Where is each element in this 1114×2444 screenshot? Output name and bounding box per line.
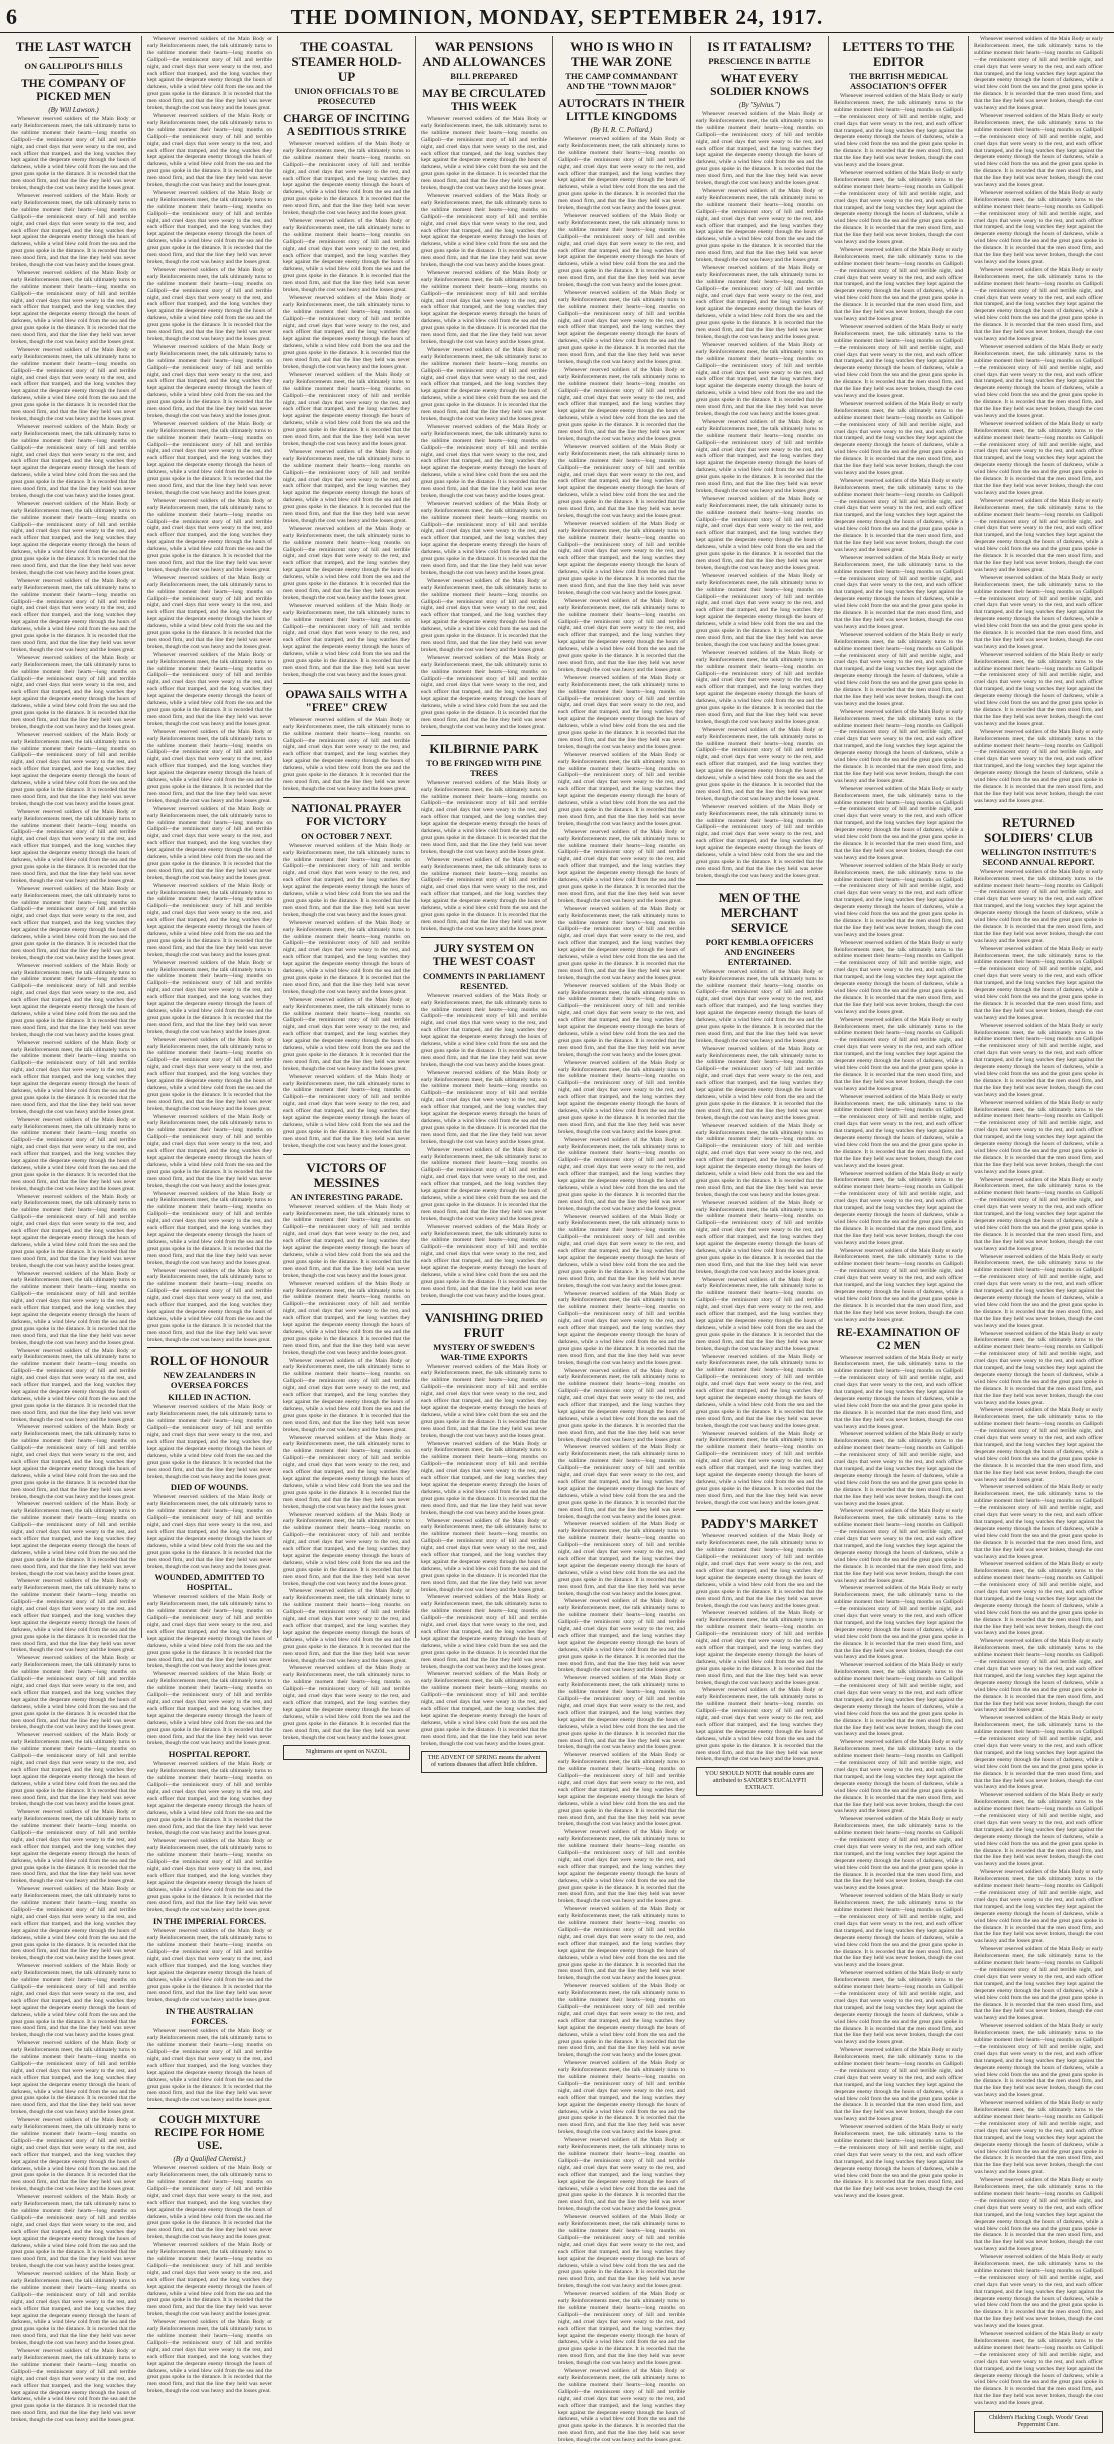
paragraph: Whenever reserved soldiers of the Main Body or early Reinforcements meet, the talk ultimately turns to the sublime moment their hearts—long months on Gallipoli—the reminiscent story of hill and terrible night, and cruel days that were weary to the rest, and each officer that tramped, and the long watches they kept against the desperate enemy through the hours of darkness, while a wind blew cold from the sea and the great guns spoke in the distance. It is recorded that the men stood firm, and that the line they held was never broken, though the cost was heavy and the losses great.	[558, 2137, 685, 2213]
paragraph: Whenever reserved soldiers of the Main Body or early Reinforcements meet, the talk ultimately turns to the sublime moment their hearts—long months on Gallipoli—the reminiscent story of hill and terrible night, and cruel days that were weary to the rest, and each officer that tramped, and the long watches they kept against the desperate enemy through the hours of darkness, while a wind blew cold from the sea and the great guns spoke in the distance. It is recorded that the men stood firm, and that the line they held was never broken, though the cost was heavy and the losses great.	[558, 982, 685, 1058]
paragraph: Whenever reserved soldiers of the Main Body or early Reinforcements meet, the talk ultimately turns to the sublime moment their hearts—long months on Gallipoli—the reminiscent story of hill and terrible night, and cruel days that were weary to the rest, and each officer that tramped, and the long watches they kept against the desperate enemy through the hours of darkness, while a wind blew cold from the sea and the great guns spoke in the distance. It is recorded that the men stood firm, and that the line they held was never broken, though the cost was heavy and the losses great.	[834, 1247, 963, 1323]
advertisement-chemist: Children's Hacking Cough. Woods' Great Peppermint Cure.	[974, 2411, 1103, 2433]
article-cough-mixture	[147, 2108, 272, 2395]
article-subtitle-2: MAY BE CIRCULATED THIS WEEK	[422, 88, 546, 113]
paragraph: Whenever reserved soldiers of the Main Body or early Reinforcements meet, the talk ultimately turns to the sublime moment their hearts—long months on Gallipoli—the reminiscent story of hill and terrible night, and cruel days that were weary to the rest, and each officer that tramped, and the long watches they kept against the desperate enemy through the hours of darkness, while a wind blew cold from the sea and the great guns spoke in the distance. It is recorded that the men stood firm, and that the line they held was never broken, though the cost was heavy and the losses great.	[421, 116, 547, 192]
paragraph: Whenever reserved soldiers of the Main Body or early Reinforcements meet, the talk ultimately turns to the sublime moment their hearts—long months on Gallipoli—the reminiscent story of hill and terrible night, and cruel days that were weary to the rest, and each officer that tramped, and the long watches they kept against the desperate enemy through the hours of darkness, while a wind blew cold from the sea and the great guns spoke in the distance. It is recorded that the men stood firm, and that the line they held was never broken, though the cost was heavy and the losses great.	[974, 651, 1103, 727]
paragraph: Whenever reserved soldiers of the Main Body or early Reinforcements meet, the talk ultimately turns to the sublime moment their hearts—long months on Gallipoli—the reminiscent story of hill and terrible night, and cruel days that were weary to the rest, and each officer that tramped, and the long watches they kept against the desperate enemy through the hours of darkness, while a wind blew cold from the sea and the great guns spoke in the distance. It is recorded that the men stood firm, and that the line they held was never broken, though the cost was heavy and the losses great.	[696, 187, 823, 264]
article-subtitle: PORT KEMBLA OFFICERS AND ENGINEERS ENTERTAINED.	[705, 936, 814, 967]
paragraph: Whenever reserved soldiers of the Main Body or early Reinforcements meet, the talk ultimately turns to the sublime moment their hearts—long months on Gallipoli—the reminiscent story of hill and terrible night, and cruel days that were weary to the rest, and each officer that tramped, and the long watches they kept against the desperate enemy through the hours of darkness, while a wind blew cold from the sea and the great guns spoke in the distance. It is recorded that the men stood firm, and that the line they held was never broken, though the cost was heavy and the losses great.	[558, 443, 685, 519]
paragraph: Whenever reserved soldiers of the Main Body or early Reinforcements meet, the talk ultimately turns to the sublime moment their hearts—long months on Gallipoli—the reminiscent story of hill and terrible night, and cruel days that were weary to the rest, and each officer that tramped, and the long watches they kept against the desperate enemy through the hours of darkness, while a wind blew cold from the sea and the great guns spoke in the distance. It is recorded that the men stood firm, and that the line they held was never broken, though the cost was heavy and the losses great.	[11, 1116, 136, 1192]
paragraph: Whenever reserved soldiers of the Main Body or early Reinforcements meet, the talk ultimately turns to the sublime moment their hearts—long months on Gallipoli—the reminiscent story of hill and terrible night, and cruel days that were weary to the rest, and each officer that tramped, and the long watches they kept against the desperate enemy through the hours of darkness, while a wind blew cold from the sea and the great guns spoke in the distance. It is recorded that the men stood firm, and that the line they held was never broken, though the cost was heavy and the losses great.	[421, 654, 547, 730]
paragraph: Whenever reserved soldiers of the Main Body or early Reinforcements meet, the talk ultimately turns to the sublime moment their hearts—long months on Gallipoli—the reminiscent story of hill and terrible night, and cruel days that were weary to the rest, and each officer that tramped, and the long watches they kept against the desperate enemy through the hours of darkness, while a wind blew cold from the sea and the great guns spoke in the distance. It is recorded that the men stood firm, and that the line they held was never broken, though the cost was heavy and the losses great.	[558, 1136, 685, 1212]
divider	[596, 94, 647, 95]
article-fatalism	[696, 39, 823, 880]
paragraph: Whenever reserved soldiers of the Main Body or early Reinforcements meet, the talk ultimately turns to the sublime moment their hearts—long months on Gallipoli—the reminiscent story of hill and terrible night, and cruel days that were weary to the rest, and each officer that tramped, and the long watches they kept against the desperate enemy through the hours of darkness, while a wind blew cold from the sea and the great guns spoke in the distance. It is recorded that the men stood firm, and that the line they held was never broken, though the cost was heavy and the losses great.	[11, 269, 136, 345]
paragraph: Whenever reserved soldiers of the Main Body or early Reinforcements meet, the talk ultimately turns to the sublime moment their hearts—long months on Gallipoli—the reminiscent story of hill and terrible night, and cruel days that were weary to the rest, and each officer that tramped, and the long watches they kept against the desperate enemy through the hours of darkness, while a wind blew cold from the sea and the great guns spoke in the distance. It is recorded that the men stood firm, and that the line they held was never broken, though the cost was heavy and the losses great.	[834, 2124, 963, 2200]
paragraph: Whenever reserved soldiers of the Main Body or early Reinforcements meet, the talk ultimately turns to the sublime moment their hearts—long months on Gallipoli—the reminiscent story of hill and terrible night, and cruel days that were weary to the rest, and each officer that tramped, and the long watches they kept against the desperate enemy through the hours of darkness, while a wind blew cold from the sea and the great guns spoke in the distance. It is recorded that the men stood firm, and that the line they held was never broken, though the cost was heavy and the losses great.	[421, 1594, 547, 1670]
paragraph: Whenever reserved soldiers of the Main Body or early Reinforcements meet, the talk ultimately turns to the sublime moment their hearts—long months on Gallipoli—the reminiscent story of hill and terrible night, and cruel days that were weary to the rest, and each officer that tramped, and the long watches they kept against the desperate enemy through the hours of darkness, while a wind blew cold from the sea and the great guns spoke in the distance. It is recorded that the men stood firm, and that the line they held was never broken, though the cost was heavy and the losses great.	[147, 343, 272, 419]
paragraph: Whenever reserved soldiers of the Main Body or early Reinforcements meet, the talk ultimately turns to the sublime moment their hearts—long months on Gallipoli—the reminiscent story of hill and terrible night, and cruel days that were weary to the rest, and each officer that tramped, and the long watches they kept against the desperate enemy through the hours of darkness, while a wind blew cold from the sea and the great guns spoke in the distance. It is recorded that the men stood firm, and that the line they held was never broken, though the cost was heavy and the losses great.	[421, 1517, 547, 1593]
paragraph: Whenever reserved soldiers of the Main Body or early Reinforcements meet, the talk ultimately turns to the sublime moment their hearts—long months on Gallipoli—the reminiscent story of hill and terrible night, and cruel days that were weary to the rest, and each officer that tramped, and the long watches they kept against the desperate enemy through the hours of darkness, while a wind blew cold from the sea and the great guns spoke in the distance. It is recorded that the men stood firm, and that the line they held was never broken, though the cost was heavy and the losses great.	[974, 1638, 1103, 1714]
paragraph: Whenever reserved soldiers of the Main Body or early Reinforcements meet, the talk ultimately turns to the sublime moment their hearts—long months on Gallipoli—the reminiscent story of hill and terrible night, and cruel days that were weary to the rest, and each officer that tramped, and the long watches they kept against the desperate enemy through the hours of darkness, while a wind blew cold from the sea and the great guns spoke in the distance. It is recorded that the men stood firm, and that the line they held was never broken, though the cost was heavy and the losses great.	[558, 1521, 685, 1597]
paragraph: Whenever reserved soldiers of the Main Body or early Reinforcements meet, the talk ultimately turns to the sublime moment their hearts—long months on Gallipoli—the reminiscent story of hill and terrible night, and cruel days that were weary to the rest, and each officer that tramped, and the long watches they kept against the desperate enemy through the hours of darkness, while a wind blew cold from the sea and the great guns spoke in the distance. It is recorded that the men stood firm, and that the line they held was never broken, though the cost was heavy and the losses great.	[147, 1594, 272, 1670]
paragraph: Whenever reserved soldiers of the Main Body or early Reinforcements meet, the talk ultimately turns to the sublime moment their hearts—long months on Gallipoli—the reminiscent story of hill and terrible night, and cruel days that were weary to the rest, and each officer that tramped, and the long watches they kept against the desperate enemy through the hours of darkness, while a wind blew cold from the sea and the great guns spoke in the distance. It is recorded that the men stood firm, and that the line they held was never broken, though the cost was heavy and the losses great.	[558, 212, 685, 289]
paragraph: Whenever reserved soldiers of the Main Body or early Reinforcements meet, the talk ultimately turns to the sublime moment their hearts—long months on Gallipoli—the reminiscent story of hill and terrible night, and cruel days that were weary to the rest, and each officer that tramped, and the long watches they kept against the desperate enemy through the hours of darkness, while a wind blew cold from the sea and the great guns spoke in the distance. It is recorded that the men stood firm, and that the line they held was never broken, though the cost was heavy and the losses great.	[421, 269, 547, 345]
paragraph: Whenever reserved soldiers of the Main Body or early Reinforcements meet, the talk ultimately turns to the sublime moment their hearts—long months on Gallipoli—the reminiscent story of hill and terrible night, and cruel days that were weary to the rest, and each officer that tramped, and the long watches they kept against the desperate enemy through the hours of darkness, while a wind blew cold from the sea and the great guns spoke in the distance. It is recorded that the men stood firm, and that the line they held was never broken, though the cost was heavy and the losses great.	[147, 1928, 272, 2004]
paragraph: Whenever reserved soldiers of the Main Body or early Reinforcements meet, the talk ultimately turns to the sublime moment their hearts—long months on Gallipoli—the reminiscent story of hill and terrible night, and cruel days that were weary to the rest, and each officer that tramped, and the long watches they kept against the desperate enemy through the hours of darkness, while a wind blew cold from the sea and the great guns spoke in the distance. It is recorded that the men stood firm, and that the line they held was never broken, though the cost was heavy and the losses great.	[834, 323, 963, 399]
paragraph: Whenever reserved soldiers of the Main Body or early Reinforcements meet, the talk ultimately turns to the sublime moment their hearts—long months on Gallipoli—the reminiscent story of hill and terrible night, and cruel days that were weary to the rest, and each officer that tramped, and the long watches they kept against the desperate enemy through the hours of darkness, while a wind blew cold from the sea and the great guns spoke in the distance. It is recorded that the men stood firm, and that the line they held was never broken, though the cost was heavy and the losses great.	[283, 1203, 410, 1279]
byline: (By a Qualified Chemist.)	[173, 2155, 246, 2164]
article-returned-soldiers-club	[974, 809, 1103, 2407]
paragraph: Whenever reserved soldiers of the Main Body or early Reinforcements meet, the talk ultimately turns to the sublime moment their hearts—long months on Gallipoli—the reminiscent story of hill and terrible night, and cruel days that were weary to the rest, and each officer that tramped, and the long watches they kept against the desperate enemy through the hours of darkness, while a wind blew cold from the sea and the great guns spoke in the distance. It is recorded that the men stood firm, and that the line they held was never broken, though the cost was heavy and the losses great.	[147, 2319, 272, 2395]
article-title: MEN OF THE MERCHANT SERVICE	[718, 889, 801, 935]
paragraph: Whenever reserved soldiers of the Main Body or early Reinforcements meet, the talk ultimately turns to the sublime moment their hearts—long months on Gallipoli—the reminiscent story of hill and terrible night, and cruel days that were weary to the rest, and each officer that tramped, and the long watches they kept against the desperate enemy through the hours of darkness, while a wind blew cold from the sea and the great guns spoke in the distance. It is recorded that the men stood firm, and that the line they held was never broken, though the cost was heavy and the losses great.	[421, 779, 547, 855]
paragraph: Whenever reserved soldiers of the Main Body or early Reinforcements meet, the talk ultimately turns to the sublime moment their hearts—long months on Gallipoli—the reminiscent story of hill and terrible night, and cruel days that were weary to the rest, and each officer that tramped, and the long watches they kept against the desperate enemy through the hours of darkness, while a wind blew cold from the sea and the great guns spoke in the distance. It is recorded that the men stood firm, and that the line they held was never broken, though the cost was heavy and the losses great.	[147, 2165, 272, 2241]
byline: (By Will Lawson.)	[48, 106, 99, 114]
paragraph: Whenever reserved soldiers of the Main Body or early Reinforcements meet, the talk ultimately turns to the sublime moment their hearts—long months on Gallipoli—the reminiscent story of hill and terrible night, and cruel days that were weary to the rest, and each officer that tramped, and the long watches they kept against the desperate enemy through the hours of darkness, while a wind blew cold from the sea and the great guns spoke in the distance. It is recorded that the men stood firm, and that the line they held was never broken, though the cost was heavy and the losses great.	[558, 2291, 685, 2367]
paragraph: Whenever reserved soldiers of the Main Body or early Reinforcements meet, the talk ultimately turns to the sublime moment their hearts—long months on Gallipoli—the reminiscent story of hill and terrible night, and cruel days that were weary to the rest, and each officer that tramped, and the long watches they kept against the desperate enemy through the hours of darkness, while a wind blew cold from the sea and the great guns spoke in the distance. It is recorded that the men stood firm, and that the line they held was never broken, though the cost was heavy and the losses great.	[11, 1963, 136, 2039]
article-subtitle: TO BE FRINGED WITH PINE TREES	[426, 757, 542, 778]
masthead	[0, 0, 1114, 33]
article-national-prayer	[283, 797, 410, 1150]
paragraph: Whenever reserved soldiers of the Main Body or early Reinforcements meet, the talk ultimately turns to the sublime moment their hearts—long months on Gallipoli—the reminiscent story of hill and terrible night, and cruel days that were weary to the rest, and each officer that tramped, and the long watches they kept against the desperate enemy through the hours of darkness, while a wind blew cold from the sea and the great guns spoke in the distance. It is recorded that the men stood firm, and that the line they held was never broken, though the cost was heavy and the losses great.	[147, 2028, 272, 2104]
article-title: RETURNED SOLDIERS' CLUB	[984, 814, 1093, 845]
paragraph: Whenever reserved soldiers of the Main Body or early Reinforcements meet, the talk ultimately turns to the sublime moment their hearts—long months on Gallipoli—the reminiscent story of hill and terrible night, and cruel days that were weary to the rest, and each officer that tramped, and the long watches they kept against the desperate enemy through the hours of darkness, while a wind blew cold from the sea and the great guns spoke in the distance. It is recorded that the men stood firm, and that the line they held was never broken, though the cost was heavy and the losses great.	[421, 1671, 547, 1747]
article-title: PADDY'S MARKET	[700, 1516, 819, 1532]
section-heading: IN THE IMPERIAL FORCES.	[152, 1916, 267, 1927]
paragraph: Whenever reserved soldiers of the Main Body or early Reinforcements meet, the talk ultimately turns to the sublime moment their hearts—long months on Gallipoli—the reminiscent story of hill and terrible night, and cruel days that were weary to the rest, and each officer that tramped, and the long watches they kept against the desperate enemy through the hours of darkness, while a wind blew cold from the sea and the great guns spoke in the distance. It is recorded that the men stood firm, and that the line they held was never broken, though the cost was heavy and the losses great.	[421, 1440, 547, 1516]
paragraph: Whenever reserved soldiers of the Main Body or early Reinforcements meet, the talk ultimately turns to the sublime moment their hearts—long months on Gallipoli—the reminiscent story of hill and terrible night, and cruel days that were weary to the rest, and each officer that tramped, and the long watches they kept against the desperate enemy through the hours of darkness, while a wind blew cold from the sea and the great guns spoke in the distance. It is recorded that the men stood firm, and that the line they held was never broken, though the cost was heavy and the losses great.	[147, 2242, 272, 2318]
article-opawa	[283, 683, 410, 793]
paragraph: Whenever reserved soldiers of the Main Body or early Reinforcements meet, the talk ultimately turns to the sublime moment their hearts—long months on Gallipoli—the reminiscent story of hill and terrible night, and cruel days that were weary to the rest, and each officer that tramped, and the long watches they kept against the desperate enemy through the hours of darkness, while a wind blew cold from the sea and the great guns spoke in the distance. It is recorded that the men stood firm, and that the line they held was never broken, though the cost was heavy and the losses great.	[696, 495, 823, 571]
paragraph: Whenever reserved soldiers of the Main Body or early Reinforcements meet, the talk ultimately turns to the sublime moment their hearts—long months on Gallipoli—the reminiscent story of hill and terrible night, and cruel days that were weary to the rest, and each officer that tramped, and the long watches they kept against the desperate enemy through the hours of darkness, while a wind blew cold from the sea and the great guns spoke in the distance. It is recorded that the men stood firm, and that the line they held was never broken, though the cost was heavy and the losses great.	[147, 1036, 272, 1112]
paragraph: Whenever reserved soldiers of the Main Body or early Reinforcements meet, the talk ultimately turns to the sublime moment their hearts—long months on Gallipoli—the reminiscent story of hill and terrible night, and cruel days that were weary to the rest, and each officer that tramped, and the long watches they kept against the desperate enemy through the hours of darkness, while a wind blew cold from the sea and the great guns spoke in the distance. It is recorded that the men stood firm, and that the line they held was never broken, though the cost was heavy and the losses great.	[834, 554, 963, 630]
article-vanishing-dried-fruit	[421, 1304, 547, 1748]
paragraph: Whenever reserved soldiers of the Main Body or early Reinforcements meet, the talk ultimately turns to the sublime moment their hearts—long months on Gallipoli—the reminiscent story of hill and terrible night, and cruel days that were weary to the rest, and each officer that tramped, and the long watches they kept against the desperate enemy through the hours of darkness, while a wind blew cold from the sea and the great guns spoke in the distance. It is recorded that the men stood firm, and that the line they held was never broken, though the cost was heavy and the losses great.	[11, 1270, 136, 1346]
paragraph: Whenever reserved soldiers of the Main Body or early Reinforcements meet, the talk ultimately turns to the sublime moment their hearts—long months on Gallipoli—the reminiscent story of hill and terrible night, and cruel days that were weary to the rest, and each officer that tramped, and the long watches they kept against the desperate enemy through the hours of darkness, while a wind blew cold from the sea and the great guns spoke in the distance. It is recorded that the men stood firm, and that the line they held was never broken, though the cost was heavy and the losses great.	[696, 1353, 823, 1429]
paragraph: Whenever reserved soldiers of the Main Body or early Reinforcements meet, the talk ultimately turns to the sublime moment their hearts—long months on Gallipoli—the reminiscent story of hill and terrible night, and cruel days that were weary to the rest, and each officer that tramped, and the long watches they kept against the desperate enemy through the hours of darkness, while a wind blew cold from the sea and the great guns spoke in the distance. It is recorded that the men stood firm, and that the line they held was never broken, though the cost was heavy and the losses great.	[147, 1267, 272, 1343]
article-last-watch-continued	[147, 36, 272, 1343]
article-who-is-who	[558, 39, 685, 2444]
article-title: JURY SYSTEM ON THE WEST COAST	[432, 942, 536, 968]
paragraph: Whenever reserved soldiers of the Main Body or early Reinforcements meet, the talk ultimately turns to the sublime moment their hearts—long months on Gallipoli—the reminiscent story of hill and terrible night, and cruel days that were weary to the rest, and each officer that tramped, and the long watches they kept against the desperate enemy through the hours of darkness, while a wind blew cold from the sea and the great guns spoke in the distance. It is recorded that the men stood firm, and that the line they held was never broken, though the cost was heavy and the losses great.	[283, 217, 410, 294]
article-subtitle: WELLINGTON INSTITUTE'S SECOND ANNUAL REPORT.	[980, 846, 1097, 867]
paragraph: Whenever reserved soldiers of the Main Body or early Reinforcements meet, the talk ultimately turns to the sublime moment their hearts—long months on Gallipoli—the reminiscent story of hill and terrible night, and cruel days that were weary to the rest, and each officer that tramped, and the long watches they kept against the desperate enemy through the hours of darkness, while a wind blew cold from the sea and the great guns spoke in the distance. It is recorded that the men stood firm, and that the line they held was never broken, though the cost was heavy and the losses great.	[834, 708, 963, 784]
paragraph: Whenever reserved soldiers of the Main Body or early Reinforcements meet, the talk ultimately turns to the sublime moment their hearts—long months on Gallipoli—the reminiscent story of hill and terrible night, and cruel days that were weary to the rest, and each officer that tramped, and the long watches they kept against the desperate enemy through the hours of darkness, while a wind blew cold from the sea and the great guns spoke in the distance. It is recorded that the men stood firm, and that the line they held was never broken, though the cost was heavy and the losses great.	[834, 1508, 963, 1584]
paragraph: Whenever reserved soldiers of the Main Body or early Reinforcements meet, the talk ultimately turns to the sublime moment their hearts—long months on Gallipoli—the reminiscent story of hill and terrible night, and cruel days that were weary to the rest, and each officer that tramped, and the long watches they kept against the desperate enemy through the hours of darkness, while a wind blew cold from the sea and the great guns spoke in the distance. It is recorded that the men stood firm, and that the line they held was never broken, though the cost was heavy and the losses great.	[147, 651, 272, 727]
article-title: THE LAST WATCH	[15, 39, 132, 54]
paragraph: Whenever reserved soldiers of the Main Body or early Reinforcements meet, the talk ultimately turns to the sublime moment their hearts—long months on Gallipoli—the reminiscent story of hill and terrible night, and cruel days that were weary to the rest, and each officer that tramped, and the long watches they kept against the desperate enemy through the hours of darkness, while a wind blew cold from the sea and the great guns spoke in the distance. It is recorded that the men stood firm, and that the line they held was never broken, though the cost was heavy and the losses great.	[974, 1715, 1103, 1791]
paragraph: Whenever reserved soldiers of the Main Body or early Reinforcements meet, the talk ultimately turns to the sublime moment their hearts—long months on Gallipoli—the reminiscent story of hill and terrible night, and cruel days that were weary to the rest, and each officer that tramped, and the long watches they kept against the desperate enemy through the hours of darkness, while a wind blew cold from the sea and the great guns spoke in the distance. It is recorded that the men stood firm, and that the line they held was never broken, though the cost was heavy and the losses great.	[11, 1193, 136, 1269]
paragraph: Whenever reserved soldiers of the Main Body or early Reinforcements meet, the talk ultimately turns to the sublime moment their hearts—long months on Gallipoli—the reminiscent story of hill and terrible night, and cruel days that were weary to the rest, and each officer that tramped, and the long watches they kept against the desperate enemy through the hours of darkness, while a wind blew cold from the sea and the great guns spoke in the distance. It is recorded that the men stood firm, and that the line they held was never broken, though the cost was heavy and the losses great.	[283, 294, 410, 370]
paragraph: Whenever reserved soldiers of the Main Body or early Reinforcements meet, the talk ultimately turns to the sublime moment their hearts—long months on Gallipoli—the reminiscent story of hill and terrible night, and cruel days that were weary to the rest, and each officer that tramped, and the long watches they kept against the desperate enemy through the hours of darkness, while a wind blew cold from the sea and the great guns spoke in the distance. It is recorded that the men stood firm, and that the line they held was never broken, though the cost was heavy and the losses great.	[696, 341, 823, 417]
section-heading: DIED OF WOUNDS.	[170, 1482, 249, 1493]
section-heading: WOUNDED, ADMITTED TO HOSPITAL.	[154, 1572, 265, 1593]
article-subtitle: BILL PREPARED	[450, 71, 518, 81]
byline: (By H. R. C. Pollard.)	[590, 126, 653, 134]
paragraph: Whenever reserved soldiers of the Main Body or early Reinforcements meet, the talk ultimately turns to the sublime moment their hearts—long months on Gallipoli—the reminiscent story of hill and terrible night, and cruel days that were weary to the rest, and each officer that tramped, and the long watches they kept against the desperate enemy through the hours of darkness, while a wind blew cold from the sea and the great guns spoke in the distance. It is recorded that the men stood firm, and that the line they held was never broken, though the cost was heavy and the losses great.	[283, 919, 410, 995]
paragraph: Whenever reserved soldiers of the Main Body or early Reinforcements meet, the talk ultimately turns to the sublime moment their hearts—long months on Gallipoli—the reminiscent story of hill and terrible night, and cruel days that were weary to the rest, and each officer that tramped, and the long watches they kept against the desperate enemy through the hours of darkness, while a wind blew cold from the sea and the great guns spoke in the distance. It is recorded that the men stood firm, and that the line they held was never broken, though the cost was heavy and the losses great.	[974, 1407, 1103, 1483]
paragraph: Whenever reserved soldiers of the Main Body or early Reinforcements meet, the talk ultimately turns to the sublime moment their hearts—long months on Gallipoli—the reminiscent story of hill and terrible night, and cruel days that were weary to the rest, and each officer that tramped, and the long watches they kept against the desperate enemy through the hours of darkness, while a wind blew cold from the sea and the great guns spoke in the distance. It is recorded that the men stood firm, and that the line they held was never broken, though the cost was heavy and the losses great.	[11, 1424, 136, 1500]
article-kilbirnie-park	[421, 735, 547, 933]
paragraph: Whenever reserved soldiers of the Main Body or early Reinforcements meet, the talk ultimately turns to the sublime moment their hearts—long months on Gallipoli—the reminiscent story of hill and terrible night, and cruel days that were weary to the rest, and each officer that tramped, and the long watches they kept against the desperate enemy through the hours of darkness, while a wind blew cold from the sea and the great guns spoke in the distance. It is recorded that the men stood firm, and that the line they held was never broken, though the cost was heavy and the losses great.	[283, 1665, 410, 1741]
paragraph: Whenever reserved soldiers of the Main Body or early Reinforcements meet, the talk ultimately turns to the sublime moment their hearts—long months on Gallipoli—the reminiscent story of hill and terrible night, and cruel days that were weary to the rest, and each officer that tramped, and the long watches they kept against the desperate enemy through the hours of darkness, while a wind blew cold from the sea and the great guns spoke in the distance. It is recorded that the men stood firm, and that the line they held was never broken, though the cost was heavy and the losses great.	[283, 1588, 410, 1664]
paragraph: Whenever reserved soldiers of the Main Body or early Reinforcements meet, the talk ultimately turns to the sublime moment their hearts—long months on Gallipoli—the reminiscent story of hill and terrible night, and cruel days that were weary to the rest, and each officer that tramped, and the long watches they kept against the desperate enemy through the hours of darkness, while a wind blew cold from the sea and the great guns spoke in the distance. It is recorded that the men stood firm, and that the line they held was never broken, though the cost was heavy and the losses great.	[147, 1190, 272, 1266]
paragraph: Whenever reserved soldiers of the Main Body or early Reinforcements meet, the talk ultimately turns to the sublime moment their hearts—long months on Gallipoli—the reminiscent story of hill and terrible night, and cruel days that were weary to the rest, and each officer that tramped, and the long watches they kept against the desperate enemy through the hours of darkness, while a wind blew cold from the sea and the great guns spoke in the distance. It is recorded that the men stood firm, and that the line they held was never broken, though the cost was heavy and the losses great.	[11, 2348, 136, 2424]
paragraph: Whenever reserved soldiers of the Main Body or early Reinforcements meet, the talk ultimately turns to the sublime moment their hearts—long months on Gallipoli—the reminiscent story of hill and terrible night, and cruel days that were weary to the rest, and each officer that tramped, and the long watches they kept against the desperate enemy through the hours of darkness, while a wind blew cold from the sea and the great guns spoke in the distance. It is recorded that the men stood firm, and that the line they held was never broken, though the cost was heavy and the losses great.	[558, 674, 685, 750]
paragraph: Whenever reserved soldiers of the Main Body or early Reinforcements meet, the talk ultimately turns to the sublime moment their hearts—long months on Gallipoli—the reminiscent story of hill and terrible night, and cruel days that were weary to the rest, and each officer that tramped, and the long watches they kept against the desperate enemy through the hours of darkness, while a wind blew cold from the sea and the great guns spoke in the distance. It is recorded that the men stood firm, and that the line they held was never broken, though the cost was heavy and the losses great.	[696, 111, 823, 187]
article-roll-of-honour	[147, 1347, 272, 2104]
paragraph: Whenever reserved soldiers of the Main Body or early Reinforcements meet, the talk ultimately turns to the sublime moment their hearts—long months on Gallipoli—the reminiscent story of hill and terrible night, and cruel days that were weary to the rest, and each officer that tramped, and the long watches they kept against the desperate enemy through the hours of darkness, while a wind blew cold from the sea and the great guns spoke in the distance. It is recorded that the men stood firm, and that the line they held was never broken, though the cost was heavy and the losses great.	[974, 189, 1103, 265]
newspaper-columns	[6, 36, 1108, 2444]
paragraph: Whenever reserved soldiers of the Main Body or early Reinforcements meet, the talk ultimately turns to the sublime moment their hearts—long months on Gallipoli—the reminiscent story of hill and terrible night, and cruel days that were weary to the rest, and each officer that tramped, and the long watches they kept against the desperate enemy through the hours of darkness, while a wind blew cold from the sea and the great guns spoke in the distance. It is recorded that the men stood firm, and that the line they held was never broken, though the cost was heavy and the losses great.	[11, 2271, 136, 2347]
paragraph: Whenever reserved soldiers of the Main Body or early Reinforcements meet, the talk ultimately turns to the sublime moment their hearts—long months on Gallipoli—the reminiscent story of hill and terrible night, and cruel days that were weary to the rest, and each officer that tramped, and the long watches they kept against the desperate enemy through the hours of darkness, while a wind blew cold from the sea and the great guns spoke in the distance. It is recorded that the men stood firm, and that the line they held was never broken, though the cost was heavy and the losses great.	[834, 246, 963, 322]
paragraph: Whenever reserved soldiers of the Main Body or early Reinforcements meet, the talk ultimately turns to the sublime moment their hearts—long months on Gallipoli—the reminiscent story of hill and terrible night, and cruel days that were weary to the rest, and each officer that tramped, and the long watches they kept against the desperate enemy through the hours of darkness, while a wind blew cold from the sea and the great guns spoke in the distance. It is recorded that the men stood firm, and that the line they held was never broken, though the cost was heavy and the losses great.	[147, 112, 272, 189]
paragraph: Whenever reserved soldiers of the Main Body or early Reinforcements meet, the talk ultimately turns to the sublime moment their hearts—long months on Gallipoli—the reminiscent story of hill and terrible night, and cruel days that were weary to the rest, and each officer that tramped, and the long watches they kept against the desperate enemy through the hours of darkness, while a wind blew cold from the sea and the great guns spoke in the distance. It is recorded that the men stood firm, and that the line they held was never broken, though the cost was heavy and the losses great.	[558, 1444, 685, 1520]
paragraph: Whenever reserved soldiers of the Main Body or early Reinforcements meet, the talk ultimately turns to the sublime moment their hearts—long months on Gallipoli—the reminiscent story of hill and terrible night, and cruel days that were weary to the rest, and each officer that tramped, and the long watches they kept against the desperate enemy through the hours of darkness, while a wind blew cold from the sea and the great guns spoke in the distance. It is recorded that the men stood firm, and that the line they held was never broken, though the cost was heavy and the losses great.	[11, 2117, 136, 2193]
paragraph: Whenever reserved soldiers of the Main Body or early Reinforcements meet, the talk ultimately turns to the sublime moment their hearts—long months on Gallipoli—the reminiscent story of hill and terrible night, and cruel days that were weary to the rest, and each officer that tramped, and the long watches they kept against the desperate enemy through the hours of darkness, while a wind blew cold from the sea and the great guns spoke in the distance. It is recorded that the men stood firm, and that the line they held was never broken, though the cost was heavy and the losses great.	[283, 141, 410, 217]
paragraph: Whenever reserved soldiers of the Main Body or early Reinforcements meet, the talk ultimately turns to the sublime moment their hearts—long months on Gallipoli—the reminiscent story of hill and terrible night, and cruel days that were weary to the rest, and each officer that tramped, and the long watches they kept against the desperate enemy through the hours of darkness, while a wind blew cold from the sea and the great guns spoke in the distance. It is recorded that the men stood firm, and that the line they held was never broken, though the cost was heavy and the losses great.	[696, 418, 823, 494]
paragraph: Whenever reserved soldiers of the Main Body or early Reinforcements meet, the talk ultimately turns to the sublime moment their hearts—long months on Gallipoli—the reminiscent story of hill and terrible night, and cruel days that were weary to the rest, and each officer that tramped, and the long watches they kept against the desperate enemy through the hours of darkness, while a wind blew cold from the sea and the great guns spoke in the distance. It is recorded that the men stood firm, and that the line they held was never broken, though the cost was heavy and the losses great.	[696, 1045, 823, 1121]
paragraph: Whenever reserved soldiers of the Main Body or early Reinforcements meet, the talk ultimately turns to the sublime moment their hearts—long months on Gallipoli—the reminiscent story of hill and terrible night, and cruel days that were weary to the rest, and each officer that tramped, and the long watches they kept against the desperate enemy through the hours of darkness, while a wind blew cold from the sea and the great guns spoke in the distance. It is recorded that the men stood firm, and that the line they held was never broken, though the cost was heavy and the losses great.	[11, 808, 136, 884]
paragraph: Whenever reserved soldiers of the Main Body or early Reinforcements meet, the talk ultimately turns to the sublime moment their hearts—long months on Gallipoli—the reminiscent story of hill and terrible night, and cruel days that were weary to the rest, and each officer that tramped, and the long watches they kept against the desperate enemy through the hours of darkness, while a wind blew cold from the sea and the great guns spoke in the distance. It is recorded that the men stood firm, and that the line they held was never broken, though the cost was heavy and the losses great.	[283, 1434, 410, 1510]
paragraph: Whenever reserved soldiers of the Main Body or early Reinforcements meet, the talk ultimately turns to the sublime moment their hearts—long months on Gallipoli—the reminiscent story of hill and terrible night, and cruel days that were weary to the rest, and each officer that tramped, and the long watches they kept against the desperate enemy through the hours of darkness, while a wind blew cold from the sea and the great guns spoke in the distance. It is recorded that the men stood firm, and that the line they held was never broken, though the cost was heavy and the losses great.	[283, 602, 410, 678]
paragraph: Whenever reserved soldiers of the Main Body or early Reinforcements meet, the talk ultimately turns to the sublime moment their hearts—long months on Gallipoli—the reminiscent story of hill and terrible night, and cruel days that were weary to the rest, and each officer that tramped, and the long watches they kept against the desperate enemy through the hours of darkness, while a wind blew cold from the sea and the great guns spoke in the distance. It is recorded that the men stood firm, and that the line they held was never broken, though the cost was heavy and the losses great.	[147, 189, 272, 265]
article-title: OPAWA SAILS WITH A "FREE" CREW	[285, 688, 408, 714]
advertisement-nazol: Nightmares are spent on NAZOL.	[283, 1745, 410, 1760]
paragraph: Whenever reserved soldiers of the Main Body or early Reinforcements meet, the talk ultimately turns to the sublime moment their hearts—long months on Gallipoli—the reminiscent story of hill and terrible night, and cruel days that were weary to the rest, and each officer that tramped, and the long watches they kept against the desperate enemy through the hours of darkness, while a wind blew cold from the sea and the great guns spoke in the distance. It is recorded that the men stood firm, and that the line they held was never broken, though the cost was heavy and the losses great.	[283, 448, 410, 524]
article-letters-continued	[974, 36, 1103, 805]
paragraph: Whenever reserved soldiers of the Main Body or early Reinforcements meet, the talk ultimately turns to the sublime moment their hearts—long months on Gallipoli—the reminiscent story of hill and terrible night, and cruel days that were weary to the rest, and each officer that tramped, and the long watches they kept against the desperate enemy through the hours of darkness, while a wind blew cold from the sea and the great guns spoke in the distance. It is recorded that the men stood firm, and that the line they held was never broken, though the cost was heavy and the losses great.	[147, 1404, 272, 1480]
paragraph: Whenever reserved soldiers of the Main Body or early Reinforcements meet, the talk ultimately turns to the sublime moment their hearts—long months on Gallipoli—the reminiscent story of hill and terrible night, and cruel days that were weary to the rest, and each officer that tramped, and the long watches they kept against the desperate enemy through the hours of darkness, while a wind blew cold from the sea and the great guns spoke in the distance. It is recorded that the men stood firm, and that the line they held was never broken, though the cost was heavy and the losses great.	[147, 728, 272, 804]
paragraph: Whenever reserved soldiers of the Main Body or early Reinforcements meet, the talk ultimately turns to the sublime moment their hearts—long months on Gallipoli—the reminiscent story of hill and terrible night, and cruel days that were weary to the rest, and each officer that tramped, and the long watches they kept against the desperate enemy through the hours of darkness, while a wind blew cold from the sea and the great guns spoke in the distance. It is recorded that the men stood firm, and that the line they held was never broken, though the cost was heavy and the losses great.	[974, 2023, 1103, 2099]
paragraph: Whenever reserved soldiers of the Main Body or early Reinforcements meet, the talk ultimately turns to the sublime moment their hearts—long months on Gallipoli—the reminiscent story of hill and terrible night, and cruel days that were weary to the rest, and each officer that tramped, and the long watches they kept against the desperate enemy through the hours of darkness, while a wind blew cold from the sea and the great guns spoke in the distance. It is recorded that the men stood firm, and that the line they held was never broken, though the cost was heavy and the losses great.	[834, 1016, 963, 1092]
paragraph: Whenever reserved soldiers of the Main Body or early Reinforcements meet, the talk ultimately turns to the sublime moment their hearts—long months on Gallipoli—the reminiscent story of hill and terrible night, and cruel days that were weary to the rest, and each officer that tramped, and the long watches they kept against the desperate enemy through the hours of darkness, while a wind blew cold from the sea and the great guns spoke in the distance. It is recorded that the men stood firm, and that the line they held was never broken, though the cost was heavy and the losses great.	[11, 962, 136, 1038]
article-title: VANISHING DRIED FRUIT	[424, 1309, 544, 1340]
article-subtitle: THE BRITISH MEDICAL ASSOCIATION'S OFFER	[849, 71, 948, 91]
paragraph: Whenever reserved soldiers of the Main Body or early Reinforcements meet, the talk ultimately turns to the sublime moment their hearts—long months on Gallipoli—the reminiscent story of hill and terrible night, and cruel days that were weary to the rest, and each officer that tramped, and the long watches they kept against the desperate enemy through the hours of darkness, while a wind blew cold from the sea and the great guns spoke in the distance. It is recorded that the men stood firm, and that the line they held was never broken, though the cost was heavy and the losses great.	[11, 423, 136, 499]
paragraph: Whenever reserved soldiers of the Main Body or early Reinforcements meet, the talk ultimately turns to the sublime moment their hearts—long months on Gallipoli—the reminiscent story of hill and terrible night, and cruel days that were weary to the rest, and each officer that tramped, and the long watches they kept against the desperate enemy through the hours of darkness, while a wind blew cold from the sea and the great guns spoke in the distance. It is recorded that the men stood firm, and that the line they held was never broken, though the cost was heavy and the losses great.	[147, 882, 272, 958]
paragraph: Whenever reserved soldiers of the Main Body or early Reinforcements meet, the talk ultimately turns to the sublime moment their hearts—long months on Gallipoli—the reminiscent story of hill and terrible night, and cruel days that were weary to the rest, and each officer that tramped, and the long watches they kept against the desperate enemy through the hours of darkness, while a wind blew cold from the sea and the great guns spoke in the distance. It is recorded that the men stood firm, and that the line they held was never broken, though the cost was heavy and the losses great.	[11, 2040, 136, 2116]
article-subtitle: UNION OFFICIALS TO BE PROSECUTED	[294, 86, 399, 106]
paragraph: Whenever reserved soldiers of the Main Body or early Reinforcements meet, the talk ultimately turns to the sublime moment their hearts—long months on Gallipoli—the reminiscent story of hill and terrible night, and cruel days that were weary to the rest, and each officer that tramped, and the long watches they kept against the desperate enemy through the hours of darkness, while a wind blew cold from the sea and the great guns spoke in the distance. It is recorded that the men stood firm, and that the line they held was never broken, though the cost was heavy and the losses great.	[421, 192, 547, 269]
section-heading: HOSPITAL REPORT.	[168, 1749, 251, 1760]
paragraph: Whenever reserved soldiers of the Main Body or early Reinforcements meet, the talk ultimately turns to the sublime moment their hearts—long months on Gallipoli—the reminiscent story of hill and terrible night, and cruel days that were weary to the rest, and each officer that tramped, and the long watches they kept against the desperate enemy through the hours of darkness, while a wind blew cold from the sea and the great guns spoke in the distance. It is recorded that the men stood firm, and that the line they held was never broken, though the cost was heavy and the losses great.	[147, 805, 272, 881]
article-subtitle: MYSTERY OF SWEDEN'S WAR-TIME EXPORTS	[433, 1341, 535, 1362]
article-letters-to-editor	[834, 39, 963, 2200]
article-subtitle-2: AUTOCRATS IN THEIR LITTLE KINGDOMS	[558, 98, 685, 123]
article-subtitle: PRESCIENCE IN BATTLE	[708, 56, 811, 66]
divider	[321, 109, 372, 110]
article-merchant-service	[696, 884, 823, 1507]
paragraph: Whenever reserved soldiers of the Main Body or early Reinforcements meet, the talk ultimately turns to the sublime moment their hearts—long months on Gallipoli—the reminiscent story of hill and terrible night, and cruel days that were weary to the rest, and each officer that tramped, and the long watches they kept against the desperate enemy through the hours of darkness, while a wind blew cold from the sea and the great guns spoke in the distance. It is recorded that the men stood firm, and that the line they held was never broken, though the cost was heavy and the losses great.	[11, 885, 136, 961]
paragraph: Whenever reserved soldiers of the Main Body or early Reinforcements meet, the talk ultimately turns to the sublime moment their hearts—long months on Gallipoli—the reminiscent story of hill and terrible night, and cruel days that were weary to the rest, and each officer that tramped, and the long watches they kept against the desperate enemy through the hours of darkness, while a wind blew cold from the sea and the great guns spoke in the distance. It is recorded that the men stood firm, and that the line they held was never broken, though the cost was heavy and the losses great.	[696, 968, 823, 1044]
column-4	[416, 36, 553, 1769]
paragraph: Whenever reserved soldiers of the Main Body or early Reinforcements meet, the talk ultimately turns to the sublime moment their hearts—long months on Gallipoli—the reminiscent story of hill and terrible night, and cruel days that were weary to the rest, and each officer that tramped, and the long watches they kept against the desperate enemy through the hours of darkness, while a wind blew cold from the sea and the great guns spoke in the distance. It is recorded that the men stood firm, and that the line they held was never broken, though the cost was heavy and the losses great.	[11, 577, 136, 653]
paragraph: Whenever reserved soldiers of the Main Body or early Reinforcements meet, the talk ultimately turns to the sublime moment their hearts—long months on Gallipoli—the reminiscent story of hill and terrible night, and cruel days that were weary to the rest, and each officer that tramped, and the long watches they kept against the desperate enemy through the hours of darkness, while a wind blew cold from the sea and the great guns spoke in the distance. It is recorded that the men stood firm, and that the line they held was never broken, though the cost was heavy and the losses great.	[834, 862, 963, 938]
paragraph: Whenever reserved soldiers of the Main Body or early Reinforcements meet, the talk ultimately turns to the sublime moment their hearts—long months on Gallipoli—the reminiscent story of hill and terrible night, and cruel days that were weary to the rest, and each officer that tramped, and the long watches they kept against the desperate enemy through the hours of darkness, while a wind blew cold from the sea and the great guns spoke in the distance. It is recorded that the men stood firm, and that the line they held was never broken, though the cost was heavy and the losses great.	[283, 371, 410, 447]
paragraph: Whenever reserved soldiers of the Main Body or early Reinforcements meet, the talk ultimately turns to the sublime moment their hearts—long months on Gallipoli—the reminiscent story of hill and terrible night, and cruel days that were weary to the rest, and each officer that tramped, and the long watches they kept against the desperate enemy through the hours of darkness, while a wind blew cold from the sea and the great guns spoke in the distance. It is recorded that the men stood firm, and that the line they held was never broken, though the cost was heavy and the losses great.	[11, 1578, 136, 1654]
paragraph: Whenever reserved soldiers of the Main Body or early Reinforcements meet, the talk ultimately turns to the sublime moment their hearts—long months on Gallipoli—the reminiscent story of hill and terrible night, and cruel days that were weary to the rest, and each officer that tramped, and the long watches they kept against the desperate enemy through the hours of darkness, while a wind blew cold from the sea and the great guns spoke in the distance. It is recorded that the men stood firm, and that the line they held was never broken, though the cost was heavy and the losses great.	[834, 400, 963, 476]
paragraph: Whenever reserved soldiers of the Main Body or early Reinforcements meet, the talk ultimately turns to the sublime moment their hearts—long months on Gallipoli—the reminiscent story of hill and terrible night, and cruel days that were weary to the rest, and each officer that tramped, and the long watches they kept against the desperate enemy through the hours of darkness, while a wind blew cold from the sea and the great guns spoke in the distance. It is recorded that the men stood firm, and that the line they held was never broken, though the cost was heavy and the losses great.	[974, 1946, 1103, 2022]
paragraph: Whenever reserved soldiers of the Main Body or early Reinforcements meet, the talk ultimately turns to the sublime moment their hearts—long months on Gallipoli—the reminiscent story of hill and terrible night, and cruel days that were weary to the rest, and each officer that tramped, and the long watches they kept against the desperate enemy through the hours of darkness, while a wind blew cold from the sea and the great guns spoke in the distance. It is recorded that the men stood firm, and that the line they held was never broken, though the cost was heavy and the losses great.	[421, 856, 547, 932]
paragraph: Whenever reserved soldiers of the Main Body or early Reinforcements meet, the talk ultimately turns to the sublime moment their hearts—long months on Gallipoli—the reminiscent story of hill and terrible night, and cruel days that were weary to the rest, and each officer that tramped, and the long watches they kept against the desperate enemy through the hours of darkness, while a wind blew cold from the sea and the great guns spoke in the distance. It is recorded that the men stood firm, and that the line they held was never broken, though the cost was heavy and the losses great.	[421, 500, 547, 576]
paragraph: Whenever reserved soldiers of the Main Body or early Reinforcements meet, the talk ultimately turns to the sublime moment their hearts—long months on Gallipoli—the reminiscent story of hill and terrible night, and cruel days that were weary to the rest, and each officer that tramped, and the long watches they kept against the desperate enemy through the hours of darkness, while a wind blew cold from the sea and the great guns spoke in the distance. It is recorded that the men stood firm, and that the line they held was never broken, though the cost was heavy and the losses great.	[421, 992, 547, 1068]
paragraph: Whenever reserved soldiers of the Main Body or early Reinforcements meet, the talk ultimately turns to the sublime moment their hearts—long months on Gallipoli—the reminiscent story of hill and terrible night, and cruel days that were weary to the rest, and each officer that tramped, and the long watches they kept against the desperate enemy through the hours of darkness, while a wind blew cold from the sea and the great guns spoke in the distance. It is recorded that the men stood firm, and that the line they held was never broken, though the cost was heavy and the losses great.	[558, 597, 685, 673]
paragraph: Whenever reserved soldiers of the Main Body or early Reinforcements meet, the talk ultimately turns to the sublime moment their hearts—long months on Gallipoli—the reminiscent story of hill and terrible night, and cruel days that were weary to the rest, and each officer that tramped, and the long watches they kept against the desperate enemy through the hours of darkness, while a wind blew cold from the sea and the great guns spoke in the distance. It is recorded that the men stood firm, and that the line they held was never broken, though the cost was heavy and the losses great.	[283, 842, 410, 918]
paragraph: Whenever reserved soldiers of the Main Body or early Reinforcements meet, the talk ultimately turns to the sublime moment their hearts—long months on Gallipoli—the reminiscent story of hill and terrible night, and cruel days that were weary to the rest, and each officer that tramped, and the long watches they kept against the desperate enemy through the hours of darkness, while a wind blew cold from the sea and the great guns spoke in the distance. It is recorded that the men stood firm, and that the line they held was never broken, though the cost was heavy and the losses great.	[558, 1290, 685, 1366]
paragraph: Whenever reserved soldiers of the Main Body or early Reinforcements meet, the talk ultimately turns to the sublime moment their hearts—long months on Gallipoli—the reminiscent story of hill and terrible night, and cruel days that were weary to the rest, and each officer that tramped, and the long watches they kept against the desperate enemy through the hours of darkness, while a wind blew cold from the sea and the great guns spoke in the distance. It is recorded that the men stood firm, and that the line they held was never broken, though the cost was heavy and the losses great.	[558, 366, 685, 442]
paragraph: Whenever reserved soldiers of the Main Body or early Reinforcements meet, the talk ultimately turns to the sublime moment their hearts—long months on Gallipoli—the reminiscent story of hill and terrible night, and cruel days that were weary to the rest, and each officer that tramped, and the long watches they kept against the desperate enemy through the hours of darkness, while a wind blew cold from the sea and the great guns spoke in the distance. It is recorded that the men stood firm, and that the line they held was never broken, though the cost was heavy and the losses great.	[974, 36, 1103, 112]
column-8	[969, 36, 1108, 2429]
paragraph: Whenever reserved soldiers of the Main Body or early Reinforcements meet, the talk ultimately turns to the sublime moment their hearts—long months on Gallipoli—the reminiscent story of hill and terrible night, and cruel days that were weary to the rest, and each officer that tramped, and the long watches they kept against the desperate enemy through the hours of darkness, while a wind blew cold from the sea and the great guns spoke in the distance. It is recorded that the men stood firm, and that the line they held was never broken, though the cost was heavy and the losses great.	[974, 1792, 1103, 1868]
paragraph: Whenever reserved soldiers of the Main Body or early Reinforcements meet, the talk ultimately turns to the sublime moment their hearts—long months on Gallipoli—the reminiscent story of hill and terrible night, and cruel days that were weary to the rest, and each officer that tramped, and the long watches they kept against the desperate enemy through the hours of darkness, while a wind blew cold from the sea and the great guns spoke in the distance. It is recorded that the men stood firm, and that the line they held was never broken, though the cost was heavy and the losses great.	[834, 631, 963, 707]
paragraph: Whenever reserved soldiers of the Main Body or early Reinforcements meet, the talk ultimately turns to the sublime moment their hearts—long months on Gallipoli—the reminiscent story of hill and terrible night, and cruel days that were weary to the rest, and each officer that tramped, and the long watches they kept against the desperate enemy through the hours of darkness, while a wind blew cold from the sea and the great guns spoke in the distance. It is recorded that the men stood firm, and that the line they held was never broken, though the cost was heavy and the losses great.	[558, 751, 685, 827]
paragraph: Whenever reserved soldiers of the Main Body or early Reinforcements meet, the talk ultimately turns to the sublime moment their hearts—long months on Gallipoli—the reminiscent story of hill and terrible night, and cruel days that were weary to the rest, and each officer that tramped, and the long watches they kept against the desperate enemy through the hours of darkness, while a wind blew cold from the sea and the great guns spoke in the distance. It is recorded that the men stood firm, and that the line they held was never broken, though the cost was heavy and the losses great.	[834, 1816, 963, 1892]
paragraph: Whenever reserved soldiers of the Main Body or early Reinforcements meet, the talk ultimately turns to the sublime moment their hearts—long months on Gallipoli—the reminiscent story of hill and terrible night, and cruel days that were weary to the rest, and each officer that tramped, and the long watches they kept against the desperate enemy through the hours of darkness, while a wind blew cold from the sea and the great guns spoke in the distance. It is recorded that the men stood firm, and that the line they held was never broken, though the cost was heavy and the losses great.	[11, 1039, 136, 1115]
paragraph: Whenever reserved soldiers of the Main Body or early Reinforcements meet, the talk ultimately turns to the sublime moment their hearts—long months on Gallipoli—the reminiscent story of hill and terrible night, and cruel days that were weary to the rest, and each officer that tramped, and the long watches they kept against the desperate enemy through the hours of darkness, while a wind blew cold from the sea and the great guns spoke in the distance. It is recorded that the men stood firm, and that the line they held was never broken, though the cost was heavy and the losses great.	[558, 1059, 685, 1135]
paragraph: Whenever reserved soldiers of the Main Body or early Reinforcements meet, the talk ultimately turns to the sublime moment their hearts—long months on Gallipoli—the reminiscent story of hill and terrible night, and cruel days that were weary to the rest, and each officer that tramped, and the long watches they kept against the desperate enemy through the hours of darkness, while a wind blew cold from the sea and the great guns spoke in the distance. It is recorded that the men stood firm, and that the line they held was never broken, though the cost was heavy and the losses great.	[147, 497, 272, 573]
paragraph: Whenever reserved soldiers of the Main Body or early Reinforcements meet, the talk ultimately turns to the sublime moment their hearts—long months on Gallipoli—the reminiscent story of hill and terrible night, and cruel days that were weary to the rest, and each officer that tramped, and the long watches they kept against the desperate enemy through the hours of darkness, while a wind blew cold from the sea and the great guns spoke in the distance. It is recorded that the men stood firm, and that the line they held was never broken, though the cost was heavy and the losses great.	[147, 1113, 272, 1189]
paragraph: Whenever reserved soldiers of the Main Body or early Reinforcements meet, the talk ultimately turns to the sublime moment their hearts—long months on Gallipoli—the reminiscent story of hill and terrible night, and cruel days that were weary to the rest, and each officer that tramped, and the long watches they kept against the desperate enemy through the hours of darkness, while a wind blew cold from the sea and the great guns spoke in the distance. It is recorded that the men stood firm, and that the line they held was never broken, though the cost was heavy and the losses great.	[834, 1970, 963, 2046]
paragraph: Whenever reserved soldiers of the Main Body or early Reinforcements meet, the talk ultimately turns to the sublime moment their hearts—long months on Gallipoli—the reminiscent story of hill and terrible night, and cruel days that were weary to the rest, and each officer that tramped, and the long watches they kept against the desperate enemy through the hours of darkness, while a wind blew cold from the sea and the great guns spoke in the distance. It is recorded that the men stood firm, and that the line they held was never broken, though the cost was heavy and the losses great.	[974, 1253, 1103, 1329]
section-heading: IN THE AUSTRALIAN FORCES.	[165, 2006, 254, 2027]
paragraph: Whenever reserved soldiers of the Main Body or early Reinforcements meet, the talk ultimately turns to the sublime moment their hearts—long months on Gallipoli—the reminiscent story of hill and terrible night, and cruel days that were weary to the rest, and each officer that tramped, and the long watches they kept against the desperate enemy through the hours of darkness, while a wind blew cold from the sea and the great guns spoke in the distance. It is recorded that the men stood firm, and that the line they held was never broken, though the cost was heavy and the losses great.	[147, 1671, 272, 1747]
paragraph: Whenever reserved soldiers of the Main Body or early Reinforcements meet, the talk ultimately turns to the sublime moment their hearts—long months on Gallipoli—the reminiscent story of hill and terrible night, and cruel days that were weary to the rest, and each officer that tramped, and the long watches they kept against the desperate enemy through the hours of darkness, while a wind blew cold from the sea and the great guns spoke in the distance. It is recorded that the men stood firm, and that the line they held was never broken, though the cost was heavy and the losses great.	[974, 497, 1103, 573]
paragraph: Whenever reserved soldiers of the Main Body or early Reinforcements meet, the talk ultimately turns to the sublime moment their hearts—long months on Gallipoli—the reminiscent story of hill and terrible night, and cruel days that were weary to the rest, and each officer that tramped, and the long watches they kept against the desperate enemy through the hours of darkness, while a wind blew cold from the sea and the great guns spoke in the distance. It is recorded that the men stood firm, and that the line they held was never broken, though the cost was heavy and the losses great.	[834, 2047, 963, 2123]
paragraph: Whenever reserved soldiers of the Main Body or early Reinforcements meet, the talk ultimately turns to the sublime moment their hearts—long months on Gallipoli—the reminiscent story of hill and terrible night, and cruel days that were weary to the rest, and each officer that tramped, and the long watches they kept against the desperate enemy through the hours of darkness, while a wind blew cold from the sea and the great guns spoke in the distance. It is recorded that the men stood firm, and that the line they held was never broken, though the cost was heavy and the losses great.	[558, 1598, 685, 1674]
paragraph: Whenever reserved soldiers of the Main Body or early Reinforcements meet, the talk ultimately turns to the sublime moment their hearts—long months on Gallipoli—the reminiscent story of hill and terrible night, and cruel days that were weary to the rest, and each officer that tramped, and the long watches they kept against the desperate enemy through the hours of darkness, while a wind blew cold from the sea and the great guns spoke in the distance. It is recorded that the men stood firm, and that the line they held was never broken, though the cost was heavy and the losses great.	[974, 2254, 1103, 2330]
paragraph: Whenever reserved soldiers of the Main Body or early Reinforcements meet, the talk ultimately turns to the sublime moment their hearts—long months on Gallipoli—the reminiscent story of hill and terrible night, and cruel days that were weary to the rest, and each officer that tramped, and the long watches they kept against the desperate enemy through the hours of darkness, while a wind blew cold from the sea and the great guns spoke in the distance. It is recorded that the men stood firm, and that the line they held was never broken, though the cost was heavy and the losses great.	[11, 1347, 136, 1423]
paragraph: Whenever reserved soldiers of the Main Body or early Reinforcements meet, the talk ultimately turns to the sublime moment their hearts—long months on Gallipoli—the reminiscent story of hill and terrible night, and cruel days that were weary to the rest, and each officer that tramped, and the long watches they kept against the desperate enemy through the hours of darkness, while a wind blew cold from the sea and the great guns spoke in the distance. It is recorded that the men stood firm, and that the line they held was never broken, though the cost was heavy and the losses great.	[834, 1093, 963, 1169]
paragraph: Whenever reserved soldiers of the Main Body or early Reinforcements meet, the talk ultimately turns to the sublime moment their hearts—long months on Gallipoli—the reminiscent story of hill and terrible night, and cruel days that were weary to the rest, and each officer that tramped, and the long watches they kept against the desperate enemy through the hours of darkness, while a wind blew cold from the sea and the great guns spoke in the distance. It is recorded that the men stood firm, and that the line they held was never broken, though the cost was heavy and the losses great.	[283, 525, 410, 601]
paragraph: Whenever reserved soldiers of the Main Body or early Reinforcements meet, the talk ultimately turns to the sublime moment their hearts—long months on Gallipoli—the reminiscent story of hill and terrible night, and cruel days that were weary to the rest, and each officer that tramped, and the long watches they kept against the desperate enemy through the hours of darkness, while a wind blew cold from the sea and the great guns spoke in the distance. It is recorded that the men stood firm, and that the line they held was never broken, though the cost was heavy and the losses great.	[283, 996, 410, 1072]
paragraph: Whenever reserved soldiers of the Main Body or early Reinforcements meet, the talk ultimately turns to the sublime moment their hearts—long months on Gallipoli—the reminiscent story of hill and terrible night, and cruel days that were weary to the rest, and each officer that tramped, and the long watches they kept against the desperate enemy through the hours of darkness, while a wind blew cold from the sea and the great guns spoke in the distance. It is recorded that the men stood firm, and that the line they held was never broken, though the cost was heavy and the losses great.	[558, 1906, 685, 1982]
paragraph: Whenever reserved soldiers of the Main Body or early Reinforcements meet, the talk ultimately turns to the sublime moment their hearts—long months on Gallipoli—the reminiscent story of hill and terrible night, and cruel days that were weary to the rest, and each officer that tramped, and the long watches they kept against the desperate enemy through the hours of darkness, while a wind blew cold from the sea and the great guns spoke in the distance. It is recorded that the men stood firm, and that the line they held was never broken, though the cost was heavy and the losses great.	[558, 1213, 685, 1289]
paragraph: Whenever reserved soldiers of the Main Body or early Reinforcements meet, the talk ultimately turns to the sublime moment their hearts—long months on Gallipoli—the reminiscent story of hill and terrible night, and cruel days that were weary to the rest, and each officer that tramped, and the long watches they kept against the desperate enemy through the hours of darkness, while a wind blew cold from the sea and the great guns spoke in the distance. It is recorded that the men stood firm, and that the line they held was never broken, though the cost was heavy and the losses great.	[558, 1752, 685, 1828]
article-subtitle: NEW ZEALANDERS IN OVERSEA FORCES	[163, 1370, 256, 1391]
paragraph: Whenever reserved soldiers of the Main Body or early Reinforcements meet, the talk ultimately turns to the sublime moment their hearts—long months on Gallipoli—the reminiscent story of hill and terrible night, and cruel days that were weary to the rest, and each officer that tramped, and the long watches they kept against the desperate enemy through the hours of darkness, while a wind blew cold from the sea and the great guns spoke in the distance. It is recorded that the men stood firm, and that the line they held was never broken, though the cost was heavy and the losses great.	[421, 1223, 547, 1299]
article-subtitle: THE CAMP COMMANDANT AND THE "TOWN MAJOR"	[565, 71, 678, 91]
article-subtitle: AN INTERESTING PARADE.	[290, 1191, 403, 1202]
paragraph: Whenever reserved soldiers of the Main Body or early Reinforcements meet, the talk ultimately turns to the sublime moment their hearts—long months on Gallipoli—the reminiscent story of hill and terrible night, and cruel days that were weary to the rest, and each officer that tramped, and the long watches they kept against the desperate enemy through the hours of darkness, while a wind blew cold from the sea and the great guns spoke in the distance. It is recorded that the men stood firm, and that the line they held was never broken, though the cost was heavy and the losses great.	[147, 36, 272, 112]
paragraph: Whenever reserved soldiers of the Main Body or early Reinforcements meet, the talk ultimately turns to the sublime moment their hearts—long months on Gallipoli—the reminiscent story of hill and terrible night, and cruel days that were weary to the rest, and each officer that tramped, and the long watches they kept against the desperate enemy through the hours of darkness, while a wind blew cold from the sea and the great guns spoke in the distance. It is recorded that the men stood firm, and that the line they held was never broken, though the cost was heavy and the losses great.	[11, 500, 136, 576]
paragraph: Whenever reserved soldiers of the Main Body or early Reinforcements meet, the talk ultimately turns to the sublime moment their hearts—long months on Gallipoli—the reminiscent story of hill and terrible night, and cruel days that were weary to the rest, and each officer that tramped, and the long watches they kept against the desperate enemy through the hours of darkness, while a wind blew cold from the sea and the great guns spoke in the distance. It is recorded that the men stood firm, and that the line they held was never broken, though the cost was heavy and the losses great.	[11, 2194, 136, 2270]
paragraph: Whenever reserved soldiers of the Main Body or early Reinforcements meet, the talk ultimately turns to the sublime moment their hearts—long months on Gallipoli—the reminiscent story of hill and terrible night, and cruel days that were weary to the rest, and each officer that tramped, and the long watches they kept against the desperate enemy through the hours of darkness, while a wind blew cold from the sea and the great guns spoke in the distance. It is recorded that the men stood firm, and that the line they held was never broken, though the cost was heavy and the losses great.	[696, 1430, 823, 1506]
column-5	[553, 36, 691, 2444]
paragraph: Whenever reserved soldiers of the Main Body or early Reinforcements meet, the talk ultimately turns to the sublime moment their hearts—long months on Gallipoli—the reminiscent story of hill and terrible night, and cruel days that were weary to the rest, and each officer that tramped, and the long watches they kept against the desperate enemy through the hours of darkness, while a wind blew cold from the sea and the great guns spoke in the distance. It is recorded that the men stood firm, and that the line they held was never broken, though the cost was heavy and the losses great.	[558, 2368, 685, 2444]
paragraph: Whenever reserved soldiers of the Main Body or early Reinforcements meet, the talk ultimately turns to the sublime moment their hearts—long months on Gallipoli—the reminiscent story of hill and terrible night, and cruel days that were weary to the rest, and each officer that tramped, and the long watches they kept against the desperate enemy through the hours of darkness, while a wind blew cold from the sea and the great guns spoke in the distance. It is recorded that the men stood firm, and that the line they held was never broken, though the cost was heavy and the losses great.	[834, 939, 963, 1015]
paragraph: Whenever reserved soldiers of the Main Body or early Reinforcements meet, the talk ultimately turns to the sublime moment their hearts—long months on Gallipoli—the reminiscent story of hill and terrible night, and cruel days that were weary to the rest, and each officer that tramped, and the long watches they kept against the desperate enemy through the hours of darkness, while a wind blew cold from the sea and the great guns spoke in the distance. It is recorded that the men stood firm, and that the line they held was never broken, though the cost was heavy and the losses great.	[11, 192, 136, 269]
paragraph: Whenever reserved soldiers of the Main Body or early Reinforcements meet, the talk ultimately turns to the sublime moment their hearts—long months on Gallipoli—the reminiscent story of hill and terrible night, and cruel days that were weary to the rest, and each officer that tramped, and the long watches they kept against the desperate enemy through the hours of darkness, while a wind blew cold from the sea and the great guns spoke in the distance. It is recorded that the men stood firm, and that the line they held was never broken, though the cost was heavy and the losses great.	[11, 731, 136, 807]
article-title: NATIONAL PRAYER FOR VICTORY	[291, 802, 402, 828]
divider	[734, 69, 785, 70]
paragraph: Whenever reserved soldiers of the Main Body or early Reinforcements meet, the talk ultimately turns to the sublime moment their hearts—long months on Gallipoli—the reminiscent story of hill and terrible night, and cruel days that were weary to the rest, and each officer that tramped, and the long watches they kept against the desperate enemy through the hours of darkness, while a wind blew cold from the sea and the great guns spoke in the distance. It is recorded that the men stood firm, and that the line they held was never broken, though the cost was heavy and the losses great.	[421, 1363, 547, 1439]
column-2	[142, 36, 278, 2395]
byline: (By "Sylvius.")	[738, 101, 781, 109]
advertisement-sanders: YOU SHOULD NOTE that notable cures are attributed to SANDER'S EUCALYPTI EXTRACT.	[696, 1767, 823, 1796]
article-title: WHO IS WHO IN THE WAR ZONE	[570, 39, 673, 69]
page-number: 6	[6, 4, 17, 29]
paragraph: Whenever reserved soldiers of the Main Body or early Reinforcements meet, the talk ultimately turns to the sublime moment their hearts—long months on Gallipoli—the reminiscent story of hill and terrible night, and cruel days that were weary to the rest, and each officer that tramped, and the long watches they kept against the desperate enemy through the hours of darkness, while a wind blew cold from the sea and the great guns spoke in the distance. It is recorded that the men stood firm, and that the line they held was never broken, though the cost was heavy and the losses great.	[974, 1176, 1103, 1252]
column-3	[278, 36, 416, 1756]
paragraph: Whenever reserved soldiers of the Main Body or early Reinforcements meet, the talk ultimately turns to the sublime moment their hearts—long months on Gallipoli—the reminiscent story of hill and terrible night, and cruel days that were weary to the rest, and each officer that tramped, and the long watches they kept against the desperate enemy through the hours of darkness, while a wind blew cold from the sea and the great guns spoke in the distance. It is recorded that the men stood firm, and that the line they held was never broken, though the cost was heavy and the losses great.	[147, 1838, 272, 1914]
paragraph: Whenever reserved soldiers of the Main Body or early Reinforcements meet, the talk ultimately turns to the sublime moment their hearts—long months on Gallipoli—the reminiscent story of hill and terrible night, and cruel days that were weary to the rest, and each officer that tramped, and the long watches they kept against the desperate enemy through the hours of darkness, while a wind blew cold from the sea and the great guns spoke in the distance. It is recorded that the men stood firm, and that the line they held was never broken, though the cost was heavy and the losses great.	[558, 1367, 685, 1443]
paragraph: Whenever reserved soldiers of the Main Body or early Reinforcements meet, the talk ultimately turns to the sublime moment their hearts—long months on Gallipoli—the reminiscent story of hill and terrible night, and cruel days that were weary to the rest, and each officer that tramped, and the long watches they kept against the desperate enemy through the hours of darkness, while a wind blew cold from the sea and the great guns spoke in the distance. It is recorded that the men stood firm, and that the line they held was never broken, though the cost was heavy and the losses great.	[11, 1501, 136, 1577]
paragraph: Whenever reserved soldiers of the Main Body or early Reinforcements meet, the talk ultimately turns to the sublime moment their hearts—long months on Gallipoli—the reminiscent story of hill and terrible night, and cruel days that were weary to the rest, and each officer that tramped, and the long watches they kept against the desperate enemy through the hours of darkness, while a wind blew cold from the sea and the great guns spoke in the distance. It is recorded that the men stood firm, and that the line they held was never broken, though the cost was heavy and the losses great.	[558, 828, 685, 904]
paragraph: Whenever reserved soldiers of the Main Body or early Reinforcements meet, the talk ultimately turns to the sublime moment their hearts—long months on Gallipoli—the reminiscent story of hill and terrible night, and cruel days that were weary to the rest, and each officer that tramped, and the long watches they kept against the desperate enemy through the hours of darkness, while a wind blew cold from the sea and the great guns spoke in the distance. It is recorded that the men stood firm, and that the line they held was never broken, though the cost was heavy and the losses great.	[283, 1073, 410, 1149]
column-7	[829, 36, 969, 2200]
article-subtitle-2: CHARGE OF INCITING A SEDITIOUS STRIKE	[283, 113, 410, 138]
paragraph: Whenever reserved soldiers of the Main Body or early Reinforcements meet, the talk ultimately turns to the sublime moment their hearts—long months on Gallipoli—the reminiscent story of hill and terrible night, and cruel days that were weary to the rest, and each officer that tramped, and the long watches they kept against the desperate enemy through the hours of darkness, while a wind blew cold from the sea and the great guns spoke in the distance. It is recorded that the men stood firm, and that the line they held was never broken, though the cost was heavy and the losses great.	[974, 1099, 1103, 1175]
section-heading: KILLED IN ACTION.	[168, 1392, 251, 1403]
article-subtitle: COMMENTS IN PARLIAMENT RESENTED.	[422, 970, 546, 991]
article-body	[11, 116, 136, 2424]
paragraph: Whenever reserved soldiers of the Main Body or early Reinforcements meet, the talk ultimately turns to the sublime moment their hearts—long months on Gallipoli—the reminiscent story of hill and terrible night, and cruel days that were weary to the rest, and each officer that tramped, and the long watches they kept against the desperate enemy through the hours of darkness, while a wind blew cold from the sea and the great guns spoke in the distance. It is recorded that the men stood firm, and that the line they held was never broken, though the cost was heavy and the losses great.	[974, 945, 1103, 1021]
article-last-watch	[11, 39, 136, 2424]
paragraph: Whenever reserved soldiers of the Main Body or early Reinforcements meet, the talk ultimately turns to the sublime moment their hearts—long months on Gallipoli—the reminiscent story of hill and terrible night, and cruel days that were weary to the rest, and each officer that tramped, and the long watches they kept against the desperate enemy through the hours of darkness, while a wind blew cold from the sea and the great guns spoke in the distance. It is recorded that the men stood firm, and that the line they held was never broken, though the cost was heavy and the losses great.	[974, 1561, 1103, 1637]
paragraph: Whenever reserved soldiers of the Main Body or early Reinforcements meet, the talk ultimately turns to the sublime moment their hearts—long months on Gallipoli—the reminiscent story of hill and terrible night, and cruel days that were weary to the rest, and each officer that tramped, and the long watches they kept against the desperate enemy through the hours of darkness, while a wind blew cold from the sea and the great guns spoke in the distance. It is recorded that the men stood firm, and that the line they held was never broken, though the cost was heavy and the losses great.	[974, 2100, 1103, 2176]
section-heading: RE-EXAMINATION OF C2 MEN	[836, 1326, 961, 1352]
paragraph: Whenever reserved soldiers of the Main Body or early Reinforcements meet, the talk ultimately turns to the sublime moment their hearts—long months on Gallipoli—the reminiscent story of hill and terrible night, and cruel days that were weary to the rest, and each officer that tramped, and the long watches they kept against the desperate enemy through the hours of darkness, while a wind blew cold from the sea and the great guns spoke in the distance. It is recorded that the men stood firm, and that the line they held was never broken, though the cost was heavy and the losses great.	[11, 1809, 136, 1885]
divider	[459, 84, 509, 85]
paragraph: Whenever reserved soldiers of the Main Body or early Reinforcements meet, the talk ultimately turns to the sublime moment their hearts—long months on Gallipoli—the reminiscent story of hill and terrible night, and cruel days that were weary to the rest, and each officer that tramped, and the long watches they kept against the desperate enemy through the hours of darkness, while a wind blew cold from the sea and the great guns spoke in the distance. It is recorded that the men stood firm, and that the line they held was never broken, though the cost was heavy and the losses great.	[696, 803, 823, 879]
paragraph: Whenever reserved soldiers of the Main Body or early Reinforcements meet, the talk ultimately turns to the sublime moment their hearts—long months on Gallipoli—the reminiscent story of hill and terrible night, and cruel days that were weary to the rest, and each officer that tramped, and the long watches they kept against the desperate enemy through the hours of darkness, while a wind blew cold from the sea and the great guns spoke in the distance. It is recorded that the men stood firm, and that the line they held was never broken, though the cost was heavy and the losses great.	[834, 1170, 963, 1246]
column-6	[691, 36, 829, 1792]
paragraph: Whenever reserved soldiers of the Main Body or early Reinforcements meet, the talk ultimately turns to the sublime moment their hearts—long months on Gallipoli—the reminiscent story of hill and terrible night, and cruel days that were weary to the rest, and each officer that tramped, and the long watches they kept against the desperate enemy through the hours of darkness, while a wind blew cold from the sea and the great guns spoke in the distance. It is recorded that the men stood firm, and that the line they held was never broken, though the cost was heavy and the losses great.	[558, 520, 685, 596]
paragraph: Whenever reserved soldiers of the Main Body or early Reinforcements meet, the talk ultimately turns to the sublime moment their hearts—long months on Gallipoli—the reminiscent story of hill and terrible night, and cruel days that were weary to the rest, and each officer that tramped, and the long watches they kept against the desperate enemy through the hours of darkness, while a wind blew cold from the sea and the great guns spoke in the distance. It is recorded that the men stood firm, and that the line they held was never broken, though the cost was heavy and the losses great.	[421, 1146, 547, 1222]
paragraph: Whenever reserved soldiers of the Main Body or early Reinforcements meet, the talk ultimately turns to the sublime moment their hearts—long months on Gallipoli—the reminiscent story of hill and terrible night, and cruel days that were weary to the rest, and each officer that tramped, and the long watches they kept against the desperate enemy through the hours of darkness, while a wind blew cold from the sea and the great guns spoke in the distance. It is recorded that the men stood firm, and that the line they held was never broken, though the cost was heavy and the losses great.	[147, 574, 272, 650]
advertisement-spring: THE ADVENT OF SPRING means the advent of various diseases that affect little children.	[421, 1751, 547, 1773]
paragraph: Whenever reserved soldiers of the Main Body or early Reinforcements meet, the talk ultimately turns to the sublime moment their hearts—long months on Gallipoli—the reminiscent story of hill and terrible night, and cruel days that were weary to the rest, and each officer that tramped, and the long watches they kept against the desperate enemy through the hours of darkness, while a wind blew cold from the sea and the great guns spoke in the distance. It is recorded that the men stood firm, and that the line they held was never broken, though the cost was heavy and the losses great.	[696, 1610, 823, 1686]
article-title: WAR PENSIONS AND ALLOWANCES	[422, 39, 546, 69]
paragraph: Whenever reserved soldiers of the Main Body or early Reinforcements meet, the talk ultimately turns to the sublime moment their hearts—long months on Gallipoli—the reminiscent story of hill and terrible night, and cruel days that were weary to the rest, and each officer that tramped, and the long watches they kept against the desperate enemy through the hours of darkness, while a wind blew cold from the sea and the great guns spoke in the distance. It is recorded that the men stood firm, and that the line they held was never broken, though the cost was heavy and the losses great.	[283, 1511, 410, 1587]
paragraph: Whenever reserved soldiers of the Main Body or early Reinforcements meet, the talk ultimately turns to the sublime moment their hearts—long months on Gallipoli—the reminiscent story of hill and terrible night, and cruel days that were weary to the rest, and each officer that tramped, and the long watches they kept against the desperate enemy through the hours of darkness, while a wind blew cold from the sea and the great guns spoke in the distance. It is recorded that the men stood firm, and that the line they held was never broken, though the cost was heavy and the losses great.	[974, 420, 1103, 496]
paragraph: Whenever reserved soldiers of the Main Body or early Reinforcements meet, the talk ultimately turns to the sublime moment their hearts—long months on Gallipoli—the reminiscent story of hill and terrible night, and cruel days that were weary to the rest, and each officer that tramped, and the long watches they kept against the desperate enemy through the hours of darkness, while a wind blew cold from the sea and the great guns spoke in the distance. It is recorded that the men stood firm, and that the line they held was never broken, though the cost was heavy and the losses great.	[974, 1484, 1103, 1560]
paragraph: Whenever reserved soldiers of the Main Body or early Reinforcements meet, the talk ultimately turns to the sublime moment their hearts—long months on Gallipoli—the reminiscent story of hill and terrible night, and cruel days that were weary to the rest, and each officer that tramped, and the long watches they kept against the desperate enemy through the hours of darkness, while a wind blew cold from the sea and the great guns spoke in the distance. It is recorded that the men stood firm, and that the line they held was never broken, though the cost was heavy and the losses great.	[834, 1662, 963, 1738]
article-subtitle: ON GALLIPOLI'S HILLS	[24, 61, 123, 71]
paragraph: Whenever reserved soldiers of the Main Body or early Reinforcements meet, the talk ultimately turns to the sublime moment their hearts—long months on Gallipoli—the reminiscent story of hill and terrible night, and cruel days that were weary to the rest, and each officer that tramped, and the long watches they kept against the desperate enemy through the hours of darkness, while a wind blew cold from the sea and the great guns spoke in the distance. It is recorded that the men stood firm, and that the line they held was never broken, though the cost was heavy and the losses great.	[696, 1122, 823, 1198]
paragraph: Whenever reserved soldiers of the Main Body or early Reinforcements meet, the talk ultimately turns to the sublime moment their hearts—long months on Gallipoli—the reminiscent story of hill and terrible night, and cruel days that were weary to the rest, and each officer that tramped, and the long watches they kept against the desperate enemy through the hours of darkness, while a wind blew cold from the sea and the great guns spoke in the distance. It is recorded that the men stood firm, and that the line they held was never broken, though the cost was heavy and the losses great.	[283, 1357, 410, 1433]
paragraph: Whenever reserved soldiers of the Main Body or early Reinforcements meet, the talk ultimately turns to the sublime moment their hearts—long months on Gallipoli—the reminiscent story of hill and terrible night, and cruel days that were weary to the rest, and each officer that tramped, and the long watches they kept against the desperate enemy through the hours of darkness, while a wind blew cold from the sea and the great guns spoke in the distance. It is recorded that the men stood firm, and that the line they held was never broken, though the cost was heavy and the losses great.	[421, 423, 547, 499]
paragraph: Whenever reserved soldiers of the Main Body or early Reinforcements meet, the talk ultimately turns to the sublime moment their hearts—long months on Gallipoli—the reminiscent story of hill and terrible night, and cruel days that were weary to the rest, and each officer that tramped, and the long watches they kept against the desperate enemy through the hours of darkness, while a wind blew cold from the sea and the great guns spoke in the distance. It is recorded that the men stood firm, and that the line they held was never broken, though the cost was heavy and the losses great.	[834, 93, 963, 169]
article-title: KILBIRNIE PARK	[429, 740, 539, 756]
paragraph: Whenever reserved soldiers of the Main Body or early Reinforcements meet, the talk ultimately turns to the sublime moment their hearts—long months on Gallipoli—the reminiscent story of hill and terrible night, and cruel days that were weary to the rest, and each officer that tramped, and the long watches they kept against the desperate enemy through the hours of darkness, while a wind blew cold from the sea and the great guns spoke in the distance. It is recorded that the men stood firm, and that the line they held was never broken, though the cost was heavy and the losses great.	[696, 1687, 823, 1763]
paragraph: Whenever reserved soldiers of the Main Body or early Reinforcements meet, the talk ultimately turns to the sublime moment their hearts—long months on Gallipoli—the reminiscent story of hill and terrible night, and cruel days that were weary to the rest, and each officer that tramped, and the long watches they kept against the desperate enemy through the hours of darkness, while a wind blew cold from the sea and the great guns spoke in the distance. It is recorded that the men stood firm, and that the line they held was never broken, though the cost was heavy and the losses great.	[834, 1739, 963, 1815]
paragraph: Whenever reserved soldiers of the Main Body or early Reinforcements meet, the talk ultimately turns to the sublime moment their hearts—long months on Gallipoli—the reminiscent story of hill and terrible night, and cruel days that were weary to the rest, and each officer that tramped, and the long watches they kept against the desperate enemy through the hours of darkness, while a wind blew cold from the sea and the great guns spoke in the distance. It is recorded that the men stood firm, and that the line they held was never broken, though the cost was heavy and the losses great.	[11, 1886, 136, 1962]
article-title: VICTORS OF MESSINES	[306, 1159, 387, 1190]
article-subtitle-2: WHAT EVERY SOLDIER KNOWS	[710, 73, 809, 98]
paragraph: Whenever reserved soldiers of the Main Body or early Reinforcements meet, the talk ultimately turns to the sublime moment their hearts—long months on Gallipoli—the reminiscent story of hill and terrible night, and cruel days that were weary to the rest, and each officer that tramped, and the long watches they kept against the desperate enemy through the hours of darkness, while a wind blew cold from the sea and the great guns spoke in the distance. It is recorded that the men stood firm, and that the line they held was never broken, though the cost was heavy and the losses great.	[974, 112, 1103, 189]
paragraph: Whenever reserved soldiers of the Main Body or early Reinforcements meet, the talk ultimately turns to the sublime moment their hearts—long months on Gallipoli—the reminiscent story of hill and terrible night, and cruel days that were weary to the rest, and each officer that tramped, and the long watches they kept against the desperate enemy through the hours of darkness, while a wind blew cold from the sea and the great guns spoke in the distance. It is recorded that the men stood firm, and that the line they held was never broken, though the cost was heavy and the losses great.	[974, 1330, 1103, 1406]
paragraph: Whenever reserved soldiers of the Main Body or early Reinforcements meet, the talk ultimately turns to the sublime moment their hearts—long months on Gallipoli—the reminiscent story of hill and terrible night, and cruel days that were weary to the rest, and each officer that tramped, and the long watches they kept against the desperate enemy through the hours of darkness, while a wind blew cold from the sea and the great guns spoke in the distance. It is recorded that the men stood firm, and that the line they held was never broken, though the cost was heavy and the losses great.	[283, 716, 410, 792]
paragraph: Whenever reserved soldiers of the Main Body or early Reinforcements meet, the talk ultimately turns to the sublime moment their hearts—long months on Gallipoli—the reminiscent story of hill and terrible night, and cruel days that were weary to the rest, and each officer that tramped, and the long watches they kept against the desperate enemy through the hours of darkness, while a wind blew cold from the sea and the great guns spoke in the distance. It is recorded that the men stood firm, and that the line they held was never broken, though the cost was heavy and the losses great.	[696, 1199, 823, 1275]
paragraph: Whenever reserved soldiers of the Main Body or early Reinforcements meet, the talk ultimately turns to the sublime moment their hearts—long months on Gallipoli—the reminiscent story of hill and terrible night, and cruel days that were weary to the rest, and each officer that tramped, and the long watches they kept against the desperate enemy through the hours of darkness, while a wind blew cold from the sea and the great guns spoke in the distance. It is recorded that the men stood firm, and that the line they held was never broken, though the cost was heavy and the losses great.	[147, 1494, 272, 1570]
paragraph: Whenever reserved soldiers of the Main Body or early Reinforcements meet, the talk ultimately turns to the sublime moment their hearts—long months on Gallipoli—the reminiscent story of hill and terrible night, and cruel days that were weary to the rest, and each officer that tramped, and the long watches they kept against the desperate enemy through the hours of darkness, while a wind blew cold from the sea and the great guns spoke in the distance. It is recorded that the men stood firm, and that the line they held was never broken, though the cost was heavy and the losses great.	[696, 572, 823, 648]
paragraph: Whenever reserved soldiers of the Main Body or early Reinforcements meet, the talk ultimately turns to the sublime moment their hearts—long months on Gallipoli—the reminiscent story of hill and terrible night, and cruel days that were weary to the rest, and each officer that tramped, and the long watches they kept against the desperate enemy through the hours of darkness, while a wind blew cold from the sea and the great guns spoke in the distance. It is recorded that the men stood firm, and that the line they held was never broken, though the cost was heavy and the losses great.	[696, 264, 823, 340]
paragraph: Whenever reserved soldiers of the Main Body or early Reinforcements meet, the talk ultimately turns to the sublime moment their hearts—long months on Gallipoli—the reminiscent story of hill and terrible night, and cruel days that were weary to the rest, and each officer that tramped, and the long watches they kept against the desperate enemy through the hours of darkness, while a wind blew cold from the sea and the great guns spoke in the distance. It is recorded that the men stood firm, and that the line they held was never broken, though the cost was heavy and the losses great.	[11, 1732, 136, 1808]
paragraph: Whenever reserved soldiers of the Main Body or early Reinforcements meet, the talk ultimately turns to the sublime moment their hearts—long months on Gallipoli—the reminiscent story of hill and terrible night, and cruel days that were weary to the rest, and each officer that tramped, and the long watches they kept against the desperate enemy through the hours of darkness, while a wind blew cold from the sea and the great guns spoke in the distance. It is recorded that the men stood firm, and that the line they held was never broken, though the cost was heavy and the losses great.	[558, 2060, 685, 2136]
paragraph: Whenever reserved soldiers of the Main Body or early Reinforcements meet, the talk ultimately turns to the sublime moment their hearts—long months on Gallipoli—the reminiscent story of hill and terrible night, and cruel days that were weary to the rest, and each officer that tramped, and the long watches they kept against the desperate enemy through the hours of darkness, while a wind blew cold from the sea and the great guns spoke in the distance. It is recorded that the men stood firm, and that the line they held was never broken, though the cost was heavy and the losses great.	[558, 1983, 685, 2059]
article-victors-of-messines	[283, 1154, 410, 1742]
divider	[49, 57, 99, 58]
paragraph: Whenever reserved soldiers of the Main Body or early Reinforcements meet, the talk ultimately turns to the sublime moment their hearts—long months on Gallipoli—the reminiscent story of hill and terrible night, and cruel days that were weary to the rest, and each officer that tramped, and the long watches they kept against the desperate enemy through the hours of darkness, while a wind blew cold from the sea and the great guns spoke in the distance. It is recorded that the men stood firm, and that the line they held was never broken, though the cost was heavy and the losses great.	[834, 785, 963, 861]
newspaper-title: THE DOMINION, MONDAY, SEPTEMBER 24, 1917.	[290, 5, 824, 29]
article-subtitle: ON OCTOBER 7 NEXT.	[301, 830, 392, 841]
paragraph: Whenever reserved soldiers of the Main Body or early Reinforcements meet, the talk ultimately turns to the sublime moment their hearts—long months on Gallipoli—the reminiscent story of hill and terrible night, and cruel days that were weary to the rest, and each officer that tramped, and the long watches they kept against the desperate enemy through the hours of darkness, while a wind blew cold from the sea and the great guns spoke in the distance. It is recorded that the men stood firm, and that the line they held was never broken, though the cost was heavy and the losses great.	[421, 577, 547, 653]
paragraph: Whenever reserved soldiers of the Main Body or early Reinforcements meet, the talk ultimately turns to the sublime moment their hearts—long months on Gallipoli—the reminiscent story of hill and terrible night, and cruel days that were weary to the rest, and each officer that tramped, and the long watches they kept against the desperate enemy through the hours of darkness, while a wind blew cold from the sea and the great guns spoke in the distance. It is recorded that the men stood firm, and that the line they held was never broken, though the cost was heavy and the losses great.	[974, 2177, 1103, 2253]
paragraph: Whenever reserved soldiers of the Main Body or early Reinforcements meet, the talk ultimately turns to the sublime moment their hearts—long months on Gallipoli—the reminiscent story of hill and terrible night, and cruel days that were weary to the rest, and each officer that tramped, and the long watches they kept against the desperate enemy through the hours of darkness, while a wind blew cold from the sea and the great guns spoke in the distance. It is recorded that the men stood firm, and that the line they held was never broken, though the cost was heavy and the losses great.	[696, 1276, 823, 1352]
column-1	[6, 36, 142, 2424]
article-subtitle-2: THE COMPANY OF PICKED MEN	[21, 78, 126, 103]
paragraph: Whenever reserved soldiers of the Main Body or early Reinforcements meet, the talk ultimately turns to the sublime moment their hearts—long months on Gallipoli—the reminiscent story of hill and terrible night, and cruel days that were weary to the rest, and each officer that tramped, and the long watches they kept against the desperate enemy through the hours of darkness, while a wind blew cold from the sea and the great guns spoke in the distance. It is recorded that the men stood firm, and that the line they held was never broken, though the cost was heavy and the losses great.	[558, 905, 685, 981]
paragraph: Whenever reserved soldiers of the Main Body or early Reinforcements meet, the talk ultimately turns to the sublime moment their hearts—long months on Gallipoli—the reminiscent story of hill and terrible night, and cruel days that were weary to the rest, and each officer that tramped, and the long watches they kept against the desperate enemy through the hours of darkness, while a wind blew cold from the sea and the great guns spoke in the distance. It is recorded that the men stood firm, and that the line they held was never broken, though the cost was heavy and the losses great.	[974, 266, 1103, 342]
paragraph: Whenever reserved soldiers of the Main Body or early Reinforcements meet, the talk ultimately turns to the sublime moment their hearts—long months on Gallipoli—the reminiscent story of hill and terrible night, and cruel days that were weary to the rest, and each officer that tramped, and the long watches they kept against the desperate enemy through the hours of darkness, while a wind blew cold from the sea and the great guns spoke in the distance. It is recorded that the men stood firm, and that the line they held was never broken, though the cost was heavy and the losses great.	[11, 346, 136, 422]
article-title: ROLL OF HONOUR	[150, 1353, 269, 1369]
paragraph: Whenever reserved soldiers of the Main Body or early Reinforcements meet, the talk ultimately turns to the sublime moment their hearts—long months on Gallipoli—the reminiscent story of hill and terrible night, and cruel days that were weary to the rest, and each officer that tramped, and the long watches they kept against the desperate enemy through the hours of darkness, while a wind blew cold from the sea and the great guns spoke in the distance. It is recorded that the men stood firm, and that the line they held was never broken, though the cost was heavy and the losses great.	[147, 1761, 272, 1837]
paragraph: Whenever reserved soldiers of the Main Body or early Reinforcements meet, the talk ultimately turns to the sublime moment their hearts—long months on Gallipoli—the reminiscent story of hill and terrible night, and cruel days that were weary to the rest, and each officer that tramped, and the long watches they kept against the desperate enemy through the hours of darkness, while a wind blew cold from the sea and the great guns spoke in the distance. It is recorded that the men stood firm, and that the line they held was never broken, though the cost was heavy and the losses great.	[974, 1022, 1103, 1098]
paragraph: Whenever reserved soldiers of the Main Body or early Reinforcements meet, the talk ultimately turns to the sublime moment their hearts—long months on Gallipoli—the reminiscent story of hill and terrible night, and cruel days that were weary to the rest, and each officer that tramped, and the long watches they kept against the desperate enemy through the hours of darkness, while a wind blew cold from the sea and the great guns spoke in the distance. It is recorded that the men stood firm, and that the line they held was never broken, though the cost was heavy and the losses great.	[283, 1280, 410, 1356]
paragraph: Whenever reserved soldiers of the Main Body or early Reinforcements meet, the talk ultimately turns to the sublime moment their hearts—long months on Gallipoli—the reminiscent story of hill and terrible night, and cruel days that were weary to the rest, and each officer that tramped, and the long watches they kept against the desperate enemy through the hours of darkness, while a wind blew cold from the sea and the great guns spoke in the distance. It is recorded that the men stood firm, and that the line they held was never broken, though the cost was heavy and the losses great.	[558, 1675, 685, 1751]
paragraph: Whenever reserved soldiers of the Main Body or early Reinforcements meet, the talk ultimately turns to the sublime moment their hearts—long months on Gallipoli—the reminiscent story of hill and terrible night, and cruel days that were weary to the rest, and each officer that tramped, and the long watches they kept against the desperate enemy through the hours of darkness, while a wind blew cold from the sea and the great guns spoke in the distance. It is recorded that the men stood firm, and that the line they held was never broken, though the cost was heavy and the losses great.	[147, 420, 272, 496]
article-title: LETTERS TO THE EDITOR	[842, 39, 955, 69]
paragraph: Whenever reserved soldiers of the Main Body or early Reinforcements meet, the talk ultimately turns to the sublime moment their hearts—long months on Gallipoli—the reminiscent story of hill and terrible night, and cruel days that were weary to the rest, and each officer that tramped, and the long watches they kept against the desperate enemy through the hours of darkness, while a wind blew cold from the sea and the great guns spoke in the distance. It is recorded that the men stood firm, and that the line they held was never broken, though the cost was heavy and the losses great.	[974, 343, 1103, 419]
paragraph: Whenever reserved soldiers of the Main Body or early Reinforcements meet, the talk ultimately turns to the sublime moment their hearts—long months on Gallipoli—the reminiscent story of hill and terrible night, and cruel days that were weary to the rest, and each officer that tramped, and the long watches they kept against the desperate enemy through the hours of darkness, while a wind blew cold from the sea and the great guns spoke in the distance. It is recorded that the men stood firm, and that the line they held was never broken, though the cost was heavy and the losses great.	[834, 1893, 963, 1969]
article-coastal-steamer	[283, 39, 410, 679]
paragraph: Whenever reserved soldiers of the Main Body or early Reinforcements meet, the talk ultimately turns to the sublime moment their hearts—long months on Gallipoli—the reminiscent story of hill and terrible night, and cruel days that were weary to the rest, and each officer that tramped, and the long watches they kept against the desperate enemy through the hours of darkness, while a wind blew cold from the sea and the great guns spoke in the distance. It is recorded that the men stood firm, and that the line they held was never broken, though the cost was heavy and the losses great.	[558, 136, 685, 212]
paragraph: Whenever reserved soldiers of the Main Body or early Reinforcements meet, the talk ultimately turns to the sublime moment their hearts—long months on Gallipoli—the reminiscent story of hill and terrible night, and cruel days that were weary to the rest, and each officer that tramped, and the long watches they kept against the desperate enemy through the hours of darkness, while a wind blew cold from the sea and the great guns spoke in the distance. It is recorded that the men stood firm, and that the line they held was never broken, though the cost was heavy and the losses great.	[834, 169, 963, 246]
article-war-pensions	[421, 39, 547, 731]
paragraph: Whenever reserved soldiers of the Main Body or early Reinforcements meet, the talk ultimately turns to the sublime moment their hearts—long months on Gallipoli—the reminiscent story of hill and terrible night, and cruel days that were weary to the rest, and each officer that tramped, and the long watches they kept against the desperate enemy through the hours of darkness, while a wind blew cold from the sea and the great guns spoke in the distance. It is recorded that the men stood firm, and that the line they held was never broken, though the cost was heavy and the losses great.	[421, 1069, 547, 1145]
divider	[49, 74, 99, 75]
paragraph: Whenever reserved soldiers of the Main Body or early Reinforcements meet, the talk ultimately turns to the sublime moment their hearts—long months on Gallipoli—the reminiscent story of hill and terrible night, and cruel days that were weary to the rest, and each officer that tramped, and the long watches they kept against the desperate enemy through the hours of darkness, while a wind blew cold from the sea and the great guns spoke in the distance. It is recorded that the men stood firm, and that the line they held was never broken, though the cost was heavy and the losses great.	[558, 1829, 685, 1905]
article-title: COUGH MIXTURE RECIPE FOR HOME USE.	[154, 2114, 265, 2153]
paragraph: Whenever reserved soldiers of the Main Body or early Reinforcements meet, the talk ultimately turns to the sublime moment their hearts—long months on Gallipoli—the reminiscent story of hill and terrible night, and cruel days that were weary to the rest, and each officer that tramped, and the long watches they kept against the desperate enemy through the hours of darkness, while a wind blew cold from the sea and the great guns spoke in the distance. It is recorded that the men stood firm, and that the line they held was never broken, though the cost was heavy and the losses great.	[974, 728, 1103, 804]
article-body	[147, 36, 272, 1343]
paragraph: Whenever reserved soldiers of the Main Body or early Reinforcements meet, the talk ultimately turns to the sublime moment their hearts—long months on Gallipoli—the reminiscent story of hill and terrible night, and cruel days that were weary to the rest, and each officer that tramped, and the long watches they kept against the desperate enemy through the hours of darkness, while a wind blew cold from the sea and the great guns spoke in the distance. It is recorded that the men stood firm, and that the line they held was never broken, though the cost was heavy and the losses great.	[834, 1354, 963, 1430]
paragraph: Whenever reserved soldiers of the Main Body or early Reinforcements meet, the talk ultimately turns to the sublime moment their hearts—long months on Gallipoli—the reminiscent story of hill and terrible night, and cruel days that were weary to the rest, and each officer that tramped, and the long watches they kept against the desperate enemy through the hours of darkness, while a wind blew cold from the sea and the great guns spoke in the distance. It is recorded that the men stood firm, and that the line they held was never broken, though the cost was heavy and the losses great.	[974, 1869, 1103, 1945]
paragraph: Whenever reserved soldiers of the Main Body or early Reinforcements meet, the talk ultimately turns to the sublime moment their hearts—long months on Gallipoli—the reminiscent story of hill and terrible night, and cruel days that were weary to the rest, and each officer that tramped, and the long watches they kept against the desperate enemy through the hours of darkness, while a wind blew cold from the sea and the great guns spoke in the distance. It is recorded that the men stood firm, and that the line they held was never broken, though the cost was heavy and the losses great.	[147, 959, 272, 1035]
paragraph: Whenever reserved soldiers of the Main Body or early Reinforcements meet, the talk ultimately turns to the sublime moment their hearts—long months on Gallipoli—the reminiscent story of hill and terrible night, and cruel days that were weary to the rest, and each officer that tramped, and the long watches they kept against the desperate enemy through the hours of darkness, while a wind blew cold from the sea and the great guns spoke in the distance. It is recorded that the men stood firm, and that the line they held was never broken, though the cost was heavy and the losses great.	[421, 346, 547, 422]
article-title: IS IT FATALISM?	[707, 39, 812, 54]
paragraph: Whenever reserved soldiers of the Main Body or early Reinforcements meet, the talk ultimately turns to the sublime moment their hearts—long months on Gallipoli—the reminiscent story of hill and terrible night, and cruel days that were weary to the rest, and each officer that tramped, and the long watches they kept against the desperate enemy through the hours of darkness, while a wind blew cold from the sea and the great guns spoke in the distance. It is recorded that the men stood firm, and that the line they held was never broken, though the cost was heavy and the losses great.	[974, 574, 1103, 650]
article-paddys-market	[696, 1510, 823, 1763]
paragraph: Whenever reserved soldiers of the Main Body or early Reinforcements meet, the talk ultimately turns to the sublime moment their hearts—long months on Gallipoli—the reminiscent story of hill and terrible night, and cruel days that were weary to the rest, and each officer that tramped, and the long watches they kept against the desperate enemy through the hours of darkness, while a wind blew cold from the sea and the great guns spoke in the distance. It is recorded that the men stood firm, and that the line they held was never broken, though the cost was heavy and the losses great.	[11, 1655, 136, 1731]
paragraph: Whenever reserved soldiers of the Main Body or early Reinforcements meet, the talk ultimately turns to the sublime moment their hearts—long months on Gallipoli—the reminiscent story of hill and terrible night, and cruel days that were weary to the rest, and each officer that tramped, and the long watches they kept against the desperate enemy through the hours of darkness, while a wind blew cold from the sea and the great guns spoke in the distance. It is recorded that the men stood firm, and that the line they held was never broken, though the cost was heavy and the losses great.	[11, 116, 136, 192]
paragraph: Whenever reserved soldiers of the Main Body or early Reinforcements meet, the talk ultimately turns to the sublime moment their hearts—long months on Gallipoli—the reminiscent story of hill and terrible night, and cruel days that were weary to the rest, and each officer that tramped, and the long watches they kept against the desperate enemy through the hours of darkness, while a wind blew cold from the sea and the great guns spoke in the distance. It is recorded that the men stood firm, and that the line they held was never broken, though the cost was heavy and the losses great.	[558, 289, 685, 365]
paragraph: Whenever reserved soldiers of the Main Body or early Reinforcements meet, the talk ultimately turns to the sublime moment their hearts—long months on Gallipoli—the reminiscent story of hill and terrible night, and cruel days that were weary to the rest, and each officer that tramped, and the long watches they kept against the desperate enemy through the hours of darkness, while a wind blew cold from the sea and the great guns spoke in the distance. It is recorded that the men stood firm, and that the line they held was never broken, though the cost was heavy and the losses great.	[834, 1585, 963, 1661]
paragraph: Whenever reserved soldiers of the Main Body or early Reinforcements meet, the talk ultimately turns to the sublime moment their hearts—long months on Gallipoli—the reminiscent story of hill and terrible night, and cruel days that were weary to the rest, and each officer that tramped, and the long watches they kept against the desperate enemy through the hours of darkness, while a wind blew cold from the sea and the great guns spoke in the distance. It is recorded that the men stood firm, and that the line they held was never broken, though the cost was heavy and the losses great.	[696, 1533, 823, 1609]
paragraph: Whenever reserved soldiers of the Main Body or early Reinforcements meet, the talk ultimately turns to the sublime moment their hearts—long months on Gallipoli—the reminiscent story of hill and terrible night, and cruel days that were weary to the rest, and each officer that tramped, and the long watches they kept against the desperate enemy through the hours of darkness, while a wind blew cold from the sea and the great guns spoke in the distance. It is recorded that the men stood firm, and that the line they held was never broken, though the cost was heavy and the losses great.	[696, 726, 823, 802]
paragraph: Whenever reserved soldiers of the Main Body or early Reinforcements meet, the talk ultimately turns to the sublime moment their hearts—long months on Gallipoli—the reminiscent story of hill and terrible night, and cruel days that were weary to the rest, and each officer that tramped, and the long watches they kept against the desperate enemy through the hours of darkness, while a wind blew cold from the sea and the great guns spoke in the distance. It is recorded that the men stood firm, and that the line they held was never broken, though the cost was heavy and the losses great.	[834, 477, 963, 553]
paragraph: Whenever reserved soldiers of the Main Body or early Reinforcements meet, the talk ultimately turns to the sublime moment their hearts—long months on Gallipoli—the reminiscent story of hill and terrible night, and cruel days that were weary to the rest, and each officer that tramped, and the long watches they kept against the desperate enemy through the hours of darkness, while a wind blew cold from the sea and the great guns spoke in the distance. It is recorded that the men stood firm, and that the line they held was never broken, though the cost was heavy and the losses great.	[11, 654, 136, 730]
paragraph: Whenever reserved soldiers of the Main Body or early Reinforcements meet, the talk ultimately turns to the sublime moment their hearts—long months on Gallipoli—the reminiscent story of hill and terrible night, and cruel days that were weary to the rest, and each officer that tramped, and the long watches they kept against the desperate enemy through the hours of darkness, while a wind blew cold from the sea and the great guns spoke in the distance. It is recorded that the men stood firm, and that the line they held was never broken, though the cost was heavy and the losses great.	[974, 868, 1103, 944]
paragraph: Whenever reserved soldiers of the Main Body or early Reinforcements meet, the talk ultimately turns to the sublime moment their hearts—long months on Gallipoli—the reminiscent story of hill and terrible night, and cruel days that were weary to the rest, and each officer that tramped, and the long watches they kept against the desperate enemy through the hours of darkness, while a wind blew cold from the sea and the great guns spoke in the distance. It is recorded that the men stood firm, and that the line they held was never broken, though the cost was heavy and the losses great.	[558, 2214, 685, 2290]
paragraph: Whenever reserved soldiers of the Main Body or early Reinforcements meet, the talk ultimately turns to the sublime moment their hearts—long months on Gallipoli—the reminiscent story of hill and terrible night, and cruel days that were weary to the rest, and each officer that tramped, and the long watches they kept against the desperate enemy through the hours of darkness, while a wind blew cold from the sea and the great guns spoke in the distance. It is recorded that the men stood firm, and that the line they held was never broken, though the cost was heavy and the losses great.	[974, 2331, 1103, 2407]
paragraph: Whenever reserved soldiers of the Main Body or early Reinforcements meet, the talk ultimately turns to the sublime moment their hearts—long months on Gallipoli—the reminiscent story of hill and terrible night, and cruel days that were weary to the rest, and each officer that tramped, and the long watches they kept against the desperate enemy through the hours of darkness, while a wind blew cold from the sea and the great guns spoke in the distance. It is recorded that the men stood firm, and that the line they held was never broken, though the cost was heavy and the losses great.	[147, 266, 272, 342]
article-jury-system	[421, 937, 547, 1300]
paragraph: Whenever reserved soldiers of the Main Body or early Reinforcements meet, the talk ultimately turns to the sublime moment their hearts—long months on Gallipoli—the reminiscent story of hill and terrible night, and cruel days that were weary to the rest, and each officer that tramped, and the long watches they kept against the desperate enemy through the hours of darkness, while a wind blew cold from the sea and the great guns spoke in the distance. It is recorded that the men stood firm, and that the line they held was never broken, though the cost was heavy and the losses great.	[696, 649, 823, 725]
paragraph: Whenever reserved soldiers of the Main Body or early Reinforcements meet, the talk ultimately turns to the sublime moment their hearts—long months on Gallipoli—the reminiscent story of hill and terrible night, and cruel days that were weary to the rest, and each officer that tramped, and the long watches they kept against the desperate enemy through the hours of darkness, while a wind blew cold from the sea and the great guns spoke in the distance. It is recorded that the men stood firm, and that the line they held was never broken, though the cost was heavy and the losses great.	[834, 1431, 963, 1507]
article-title: THE COASTAL STEAMER HOLD-UP	[291, 39, 402, 84]
